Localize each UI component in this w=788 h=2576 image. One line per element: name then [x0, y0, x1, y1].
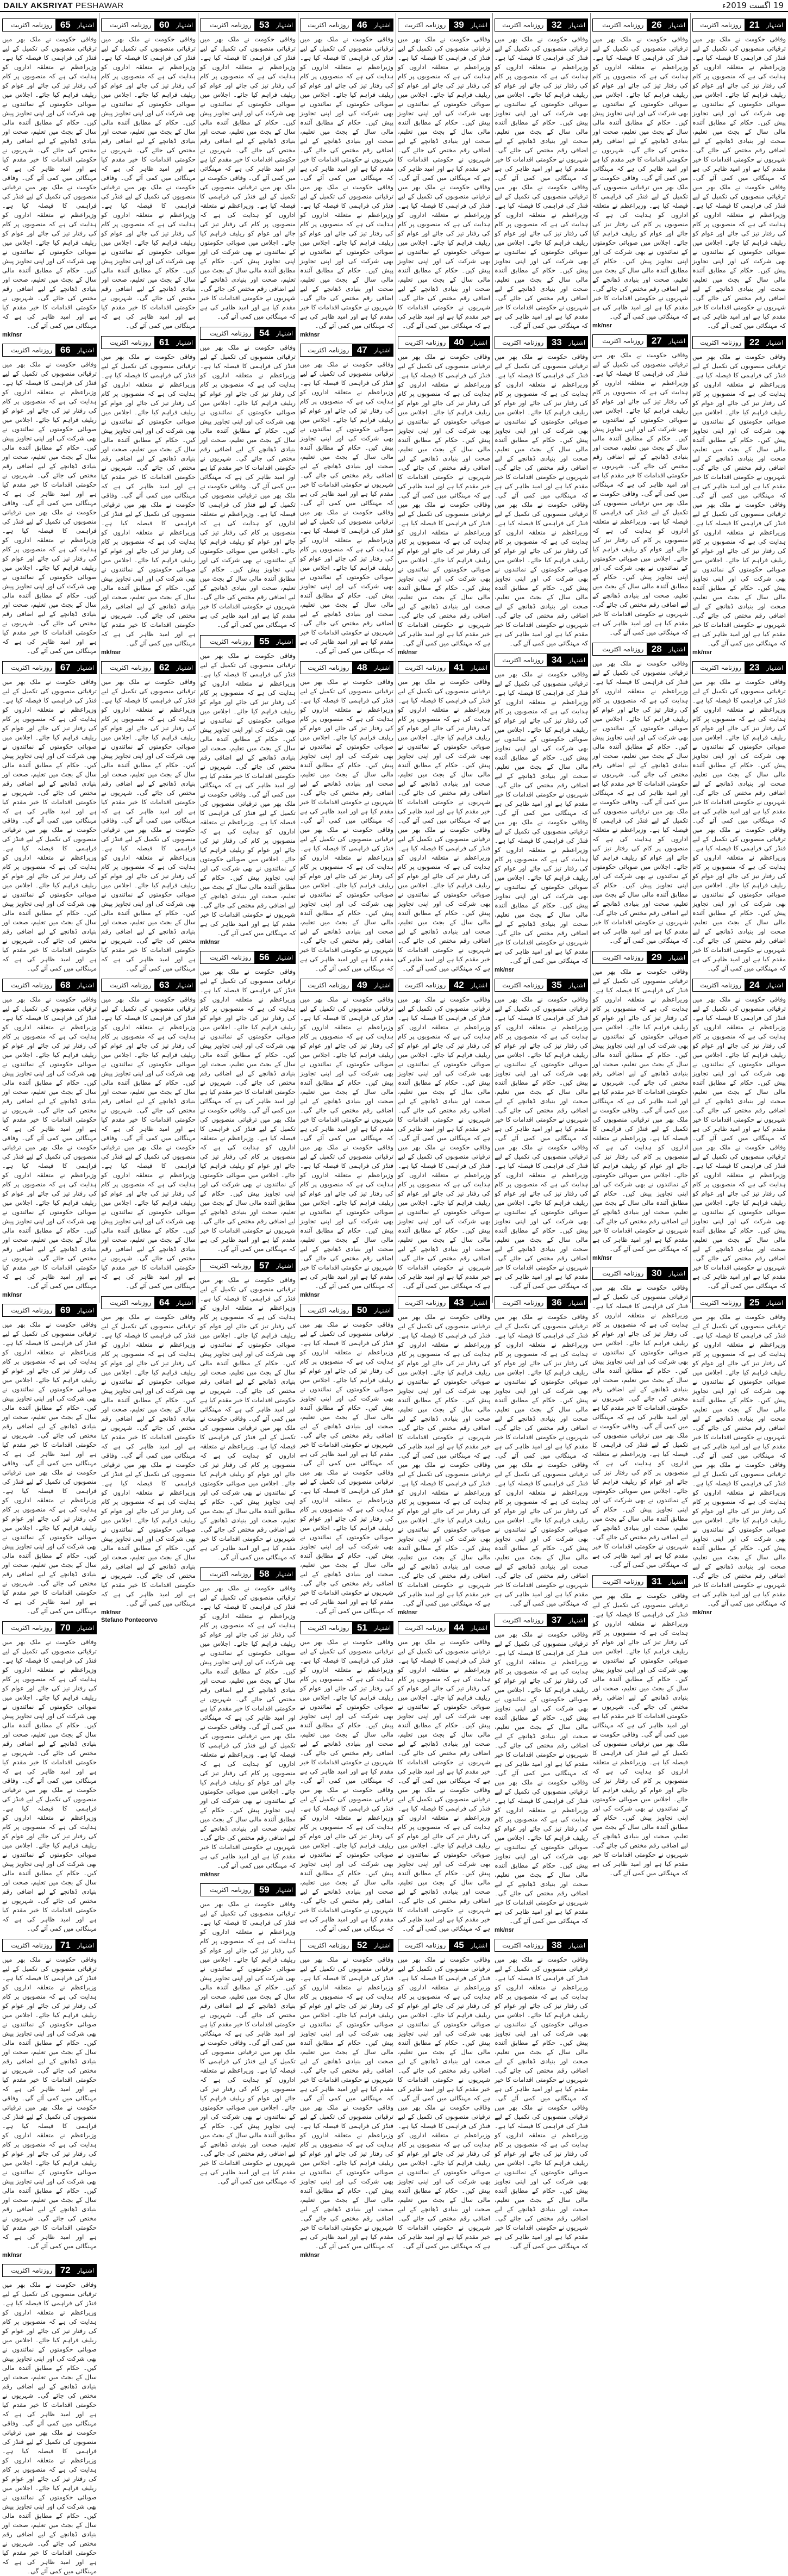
section-label: روزنامہ اکثریت	[210, 21, 252, 29]
news-item-body: وفاقی حکومت نے ملک بھر میں ترقیاتی منصوبوں کی تکمیل کے لیے فنڈز کی فراہمی کا فیصلہ کیا ہے۔ وزیراعظم نے متعلقہ اداروں کو ہدایت کی ہے کہ منصوبوں پر کام کی رفتار تیز کی جائے اور عوام کو ریلیف فراہم کیا جائے۔ اجلاس میں صوبائی حکومتوں کے نمائندوں نے بھی شرکت کی اور اپنی تجاویز پیش کیں۔ حکام کے مطابق آئندہ مالی سال کے بجٹ میں تعلیم، صحت اور بنیادی ڈھانچے کے لیے اضافی رقم مختص کی جائے گی۔ شہریوں نے حکومتی اقدامات کا خیر مقدم کیا ہے اور امید ظاہر کی ہے کہ مہنگائی میں کمی آئے گی۔ وفاقی حکومت نے ملک بھر میں ترقیاتی منصوبوں کی تکمیل کے لیے فنڈز کی فراہمی کا فیصلہ کیا ہے۔ وزیراعظم نے متعلقہ اداروں کو ہدایت کی ہے کہ منصوبوں پر کام کی رفتار تیز کی جائے اور عوام کو ریلیف فراہم کیا جائے۔ اجلاس میں صوبائی حکومتوں کے نمائندوں نے بھی شرکت کی اور اپنی تجاویز پیش کیں۔ حکام کے مطابق آئندہ مالی سال کے بجٹ میں تعلیم، صحت اور بنیادی ڈھانچے کے لیے اضافی رقم مختص کی جائے گی۔ شہریوں نے حکومتی اقدامات کا خیر مقدم کیا ہے اور امید ظاہر کی ہے کہ مہنگائی میں کمی آئے گی۔	[200, 344, 296, 629]
news-item-body: وفاقی حکومت نے ملک بھر میں ترقیاتی منصوبوں کی تکمیل کے لیے فنڈز کی فراہمی کا فیصلہ کیا ہے۔ وزیراعظم نے متعلقہ اداروں کو ہدایت کی ہے کہ منصوبوں پر کام کی رفتار تیز کی جائے اور عوام کو ریلیف فراہم کیا جائے۔ اجلاس میں صوبائی حکومتوں کے نمائندوں نے بھی شرکت کی اور اپنی تجاویز پیش کیں۔ حکام کے مطابق آئندہ مالی سال کے بجٹ میں تعلیم، صحت اور بنیادی ڈھانچے کے لیے اضافی رقم مختص کی جائے گی۔ شہریوں نے حکومتی اقدامات کا خیر مقدم کیا ہے اور امید ظاہر کی ہے کہ مہنگائی میں کمی آئے گی۔ وفاقی حکومت نے ملک بھر میں ترقیاتی منصوبوں کی تکمیل کے لیے فنڈز کی فراہمی کا فیصلہ کیا ہے۔ وزیراعظم نے متعلقہ اداروں کو ہدایت کی ہے کہ منصوبوں پر کام کی رفتار تیز کی جائے اور عوام کو ریلیف فراہم کیا جائے۔ اجلاس میں صوبائی حکومتوں کے نمائندوں نے بھی شرکت کی اور اپنی تجاویز پیش کیں۔ حکام کے مطابق آئندہ مالی سال کے بجٹ میں تعلیم، صحت اور بنیادی ڈھانچے کے لیے اضافی رقم مختص کی جائے گی۔ شہریوں نے حکومتی اقدامات کا خیر مقدم کیا ہے اور امید ظاہر کی ہے کہ مہنگائی میں کمی آئے گی۔	[692, 1313, 786, 1607]
news-item-number: 24	[745, 979, 764, 991]
news-item-header	[592, 18, 688, 32]
signature-note: mk/nsr	[2, 2252, 22, 2258]
news-item-body: وفاقی حکومت نے ملک بھر میں ترقیاتی منصوبوں کی تکمیل کے لیے فنڈز کی فراہمی کا فیصلہ کیا ہے۔ وزیراعظم نے متعلقہ اداروں کو ہدایت کی ہے کہ منصوبوں پر کام کی رفتار تیز کی جائے اور عوام کو ریلیف فراہم کیا جائے۔ اجلاس میں صوبائی حکومتوں کے نمائندوں نے بھی شرکت کی اور اپنی تجاویز پیش کیں۔ حکام کے مطابق آئندہ مالی سال کے بجٹ میں تعلیم، صحت اور بنیادی ڈھانچے کے لیے اضافی رقم مختص کی جائے گی۔ شہریوں نے حکومتی اقدامات کا خیر مقدم کیا ہے اور امید ظاہر کی ہے کہ مہنگائی میں کمی آئے گی۔ وفاقی حکومت نے ملک بھر میں ترقیاتی منصوبوں کی تکمیل کے لیے فنڈز کی فراہمی کا فیصلہ کیا ہے۔ وزیراعظم نے متعلقہ اداروں کو ہدایت کی ہے کہ منصوبوں پر کام کی رفتار تیز کی جائے اور عوام کو ریلیف فراہم کیا جائے۔ اجلاس میں صوبائی حکومتوں کے نمائندوں نے بھی شرکت کی اور اپنی تجاویز پیش کیں۔ حکام کے مطابق آئندہ مالی سال کے بجٹ میں تعلیم، صحت اور بنیادی ڈھانچے کے لیے اضافی رقم مختص کی جائے گی۔ شہریوں نے حکومتی اقدامات کا خیر مقدم کیا ہے اور امید ظاہر کی ہے کہ مہنگائی میں کمی آئے گی۔	[398, 1956, 490, 2250]
news-item-header	[200, 1567, 296, 1581]
ad-tag: اشتہار	[666, 951, 687, 963]
news-item-header	[398, 336, 490, 349]
section-label: روزنامہ اکثریت	[308, 1306, 349, 1314]
news-item-header	[101, 336, 196, 349]
news-item-body: وفاقی حکومت نے ملک بھر میں ترقیاتی منصوبوں کی تکمیل کے لیے فنڈز کی فراہمی کا فیصلہ کیا ہے۔ وزیراعظم نے متعلقہ اداروں کو ہدایت کی ہے کہ منصوبوں پر کام کی رفتار تیز کی جائے اور عوام کو ریلیف فراہم کیا جائے۔ اجلاس میں صوبائی حکومتوں کے نمائندوں نے بھی شرکت کی اور اپنی تجاویز پیش کیں۔ حکام کے مطابق آئندہ مالی سال کے بجٹ میں تعلیم، صحت اور بنیادی ڈھانچے کے لیے اضافی رقم مختص کی جائے گی۔ شہریوں نے حکومتی اقدامات کا خیر مقدم کیا ہے اور امید ظاہر کی ہے کہ مہنگائی میں کمی آئے گی۔ وفاقی حکومت نے ملک بھر میں ترقیاتی منصوبوں کی تکمیل کے لیے فنڈز کی فراہمی کا فیصلہ کیا ہے۔ وزیراعظم نے متعلقہ اداروں کو ہدایت کی ہے کہ منصوبوں پر کام کی رفتار تیز کی جائے اور عوام کو ریلیف فراہم کیا جائے۔ اجلاس میں صوبائی حکومتوں کے نمائندوں نے بھی شرکت کی اور اپنی تجاویز پیش کیں۔ حکام کے مطابق آئندہ مالی سال کے بجٹ میں تعلیم، صحت اور بنیادی ڈھانچے کے لیے اضافی رقم مختص کی جائے گی۔ شہریوں نے حکومتی اقدامات کا خیر مقدم کیا ہے اور امید ظاہر کی ہے کہ مہنگائی میں کمی آئے گی۔	[398, 995, 490, 1290]
ad-tag: اشتہار	[372, 1622, 393, 1634]
news-item-body: وفاقی حکومت نے ملک بھر میں ترقیاتی منصوبوں کی تکمیل کے لیے فنڈز کی فراہمی کا فیصلہ کیا ہے۔ وزیراعظم نے متعلقہ اداروں کو ہدایت کی ہے کہ منصوبوں پر کام کی رفتار تیز کی جائے اور عوام کو ریلیف فراہم کیا جائے۔ اجلاس میں صوبائی حکومتوں کے نمائندوں نے بھی شرکت کی اور اپنی تجاویز پیش کیں۔ حکام کے مطابق آئندہ مالی سال کے بجٹ میں تعلیم، صحت اور بنیادی ڈھانچے کے لیے اضافی رقم مختص کی جائے گی۔ شہریوں نے حکومتی اقدامات کا خیر مقدم کیا ہے اور امید ظاہر کی ہے کہ مہنگائی میں کمی آئے گی۔ وفاقی حکومت نے ملک بھر میں ترقیاتی منصوبوں کی تکمیل کے لیے فنڈز کی فراہمی کا فیصلہ کیا ہے۔ وزیراعظم نے متعلقہ اداروں کو ہدایت کی ہے کہ منصوبوں پر کام کی رفتار تیز کی جائے اور عوام کو ریلیف فراہم کیا جائے۔ اجلاس میں صوبائی حکومتوں کے نمائندوں نے بھی شرکت کی اور اپنی تجاویز پیش کیں۔ حکام کے مطابق آئندہ مالی سال کے بجٹ میں تعلیم، صحت اور بنیادی ڈھانچے کے لیے اضافی رقم مختص کی جائے گی۔ شہریوں نے حکومتی اقدامات کا خیر مقدم کیا ہے اور امید ظاہر کی ہے کہ مہنگائی میں کمی آئے گی۔	[300, 995, 393, 1290]
news-item-header	[2, 1939, 97, 1952]
news-item-number: 49	[352, 979, 372, 991]
section-label: روزنامہ اکثریت	[700, 21, 742, 29]
news-item-number: 38	[547, 1939, 566, 1951]
news-item-number: 48	[352, 662, 372, 674]
section-label: روزنامہ اکثریت	[502, 1942, 544, 1949]
ad-tag: اشتہار	[566, 979, 587, 991]
news-item-body: وفاقی حکومت نے ملک بھر میں ترقیاتی منصوبوں کی تکمیل کے لیے فنڈز کی فراہمی کا فیصلہ کیا ہے۔ وزیراعظم نے متعلقہ اداروں کو ہدایت کی ہے کہ منصوبوں پر کام کی رفتار تیز کی جائے اور عوام کو ریلیف فراہم کیا جائے۔ اجلاس میں صوبائی حکومتوں کے نمائندوں نے بھی شرکت کی اور اپنی تجاویز پیش کیں۔ حکام کے مطابق آئندہ مالی سال کے بجٹ میں تعلیم، صحت اور بنیادی ڈھانچے کے لیے اضافی رقم مختص کی جائے گی۔ شہریوں نے حکومتی اقدامات کا خیر مقدم کیا ہے اور امید ظاہر کی ہے کہ مہنگائی میں کمی آئے گی۔ وفاقی حکومت نے ملک بھر میں ترقیاتی منصوبوں کی تکمیل کے لیے فنڈز کی فراہمی کا فیصلہ کیا ہے۔ وزیراعظم نے متعلقہ اداروں کو ہدایت کی ہے کہ منصوبوں پر کام کی رفتار تیز کی جائے اور عوام کو ریلیف فراہم کیا جائے۔ اجلاس میں صوبائی حکومتوں کے نمائندوں نے بھی شرکت کی اور اپنی تجاویز پیش کیں۔ حکام کے مطابق آئندہ مالی سال کے بجٹ میں تعلیم، صحت اور بنیادی ڈھانچے کے لیے اضافی رقم مختص کی جائے گی۔ شہریوں نے حکومتی اقدامات کا خیر مقدم کیا ہے اور امید ظاہر کی ہے کہ مہنگائی میں کمی آئے گی۔	[495, 353, 588, 647]
news-item-number: 69	[55, 1304, 75, 1316]
news-item-body: وفاقی حکومت نے ملک بھر میں ترقیاتی منصوبوں کی تکمیل کے لیے فنڈز کی فراہمی کا فیصلہ کیا ہے۔ وزیراعظم نے متعلقہ اداروں کو ہدایت کی ہے کہ منصوبوں پر کام کی رفتار تیز کی جائے اور عوام کو ریلیف فراہم کیا جائے۔ اجلاس میں صوبائی حکومتوں کے نمائندوں نے بھی شرکت کی اور اپنی تجاویز پیش کیں۔ حکام کے مطابق آئندہ مالی سال کے بجٹ میں تعلیم، صحت اور بنیادی ڈھانچے کے لیے اضافی رقم مختص کی جائے گی۔ شہریوں نے حکومتی اقدامات کا خیر مقدم کیا ہے اور امید ظاہر کی ہے کہ مہنگائی میں کمی آئے گی۔ وفاقی حکومت نے ملک بھر میں ترقیاتی منصوبوں کی تکمیل کے لیے فنڈز کی فراہمی کا فیصلہ کیا ہے۔ وزیراعظم نے متعلقہ اداروں کو ہدایت کی ہے کہ منصوبوں پر کام کی رفتار تیز کی جائے اور عوام کو ریلیف فراہم کیا جائے۔ اجلاس میں صوبائی حکومتوں کے نمائندوں نے بھی شرکت کی اور اپنی تجاویز پیش کیں۔ حکام کے مطابق آئندہ مالی سال کے بجٹ میں تعلیم، صحت اور بنیادی ڈھانچے کے لیے اضافی رقم مختص کی جائے گی۔ شہریوں نے حکومتی اقدامات کا خیر مقدم کیا ہے اور امید ظاہر کی ہے کہ مہنگائی میں کمی آئے گی۔	[592, 1284, 688, 1569]
news-item-number: 47	[352, 344, 372, 356]
section-label: روزنامہ اکثریت	[308, 664, 349, 671]
ad-tag: اشتہار	[75, 1622, 96, 1634]
section-label: روزنامہ اکثریت	[602, 337, 644, 345]
news-item-header	[592, 1575, 688, 1588]
news-item-body: وفاقی حکومت نے ملک بھر میں ترقیاتی منصوبوں کی تکمیل کے لیے فنڈز کی فراہمی کا فیصلہ کیا ہے۔ وزیراعظم نے متعلقہ اداروں کو ہدایت کی ہے کہ منصوبوں پر کام کی رفتار تیز کی جائے اور عوام کو ریلیف فراہم کیا جائے۔ اجلاس میں صوبائی حکومتوں کے نمائندوں نے بھی شرکت کی اور اپنی تجاویز پیش کیں۔ حکام کے مطابق آئندہ مالی سال کے بجٹ میں تعلیم، صحت اور بنیادی ڈھانچے کے لیے اضافی رقم مختص کی جائے گی۔ شہریوں نے حکومتی اقدامات کا خیر مقدم کیا ہے اور امید ظاہر کی ہے کہ مہنگائی میں کمی آئے گی۔ وفاقی حکومت نے ملک بھر میں ترقیاتی منصوبوں کی تکمیل کے لیے فنڈز کی فراہمی کا فیصلہ کیا ہے۔ وزیراعظم نے متعلقہ اداروں کو ہدایت کی ہے کہ منصوبوں پر کام کی رفتار تیز کی جائے اور عوام کو ریلیف فراہم کیا جائے۔ اجلاس میں صوبائی حکومتوں کے نمائندوں نے بھی شرکت کی اور اپنی تجاویز پیش کیں۔ حکام کے مطابق آئندہ مالی سال کے بجٹ میں تعلیم، صحت اور بنیادی ڈھانچے کے لیے اضافی رقم مختص کی جائے گی۔ شہریوں نے حکومتی اقدامات کا خیر مقدم کیا ہے اور امید ظاہر کی ہے کہ مہنگائی میں کمی آئے گی۔	[692, 353, 786, 647]
news-item-header	[692, 661, 786, 674]
news-item-number: 28	[647, 643, 666, 655]
ad-tag: اشتہار	[75, 344, 96, 356]
ad-tag: اشتہار	[666, 19, 687, 31]
news-item-number: 63	[154, 979, 174, 991]
section-label: روزنامہ اکثریت	[110, 21, 152, 29]
news-item-body: وفاقی حکومت نے ملک بھر میں ترقیاتی منصوبوں کی تکمیل کے لیے فنڈز کی فراہمی کا فیصلہ کیا ہے۔ وزیراعظم نے متعلقہ اداروں کو ہدایت کی ہے کہ منصوبوں پر کام کی رفتار تیز کی جائے اور عوام کو ریلیف فراہم کیا جائے۔ اجلاس میں صوبائی حکومتوں کے نمائندوں نے بھی شرکت کی اور اپنی تجاویز پیش کیں۔ حکام کے مطابق آئندہ مالی سال کے بجٹ میں تعلیم، صحت اور بنیادی ڈھانچے کے لیے اضافی رقم مختص کی جائے گی۔ شہریوں نے حکومتی اقدامات کا خیر مقدم کیا ہے اور امید ظاہر کی ہے کہ مہنگائی میں کمی آئے گی۔ وفاقی حکومت نے ملک بھر میں ترقیاتی منصوبوں کی تکمیل کے لیے فنڈز کی فراہمی کا فیصلہ کیا ہے۔ وزیراعظم نے متعلقہ اداروں کو ہدایت کی ہے کہ منصوبوں پر کام کی رفتار تیز کی جائے اور عوام کو ریلیف فراہم کیا جائے۔ اجلاس میں صوبائی حکومتوں کے نمائندوں نے بھی شرکت کی اور اپنی تجاویز پیش کیں۔ حکام کے مطابق آئندہ مالی سال کے بجٹ میں تعلیم، صحت اور بنیادی ڈھانچے کے لیے اضافی رقم مختص کی جائے گی۔ شہریوں نے حکومتی اقدامات کا خیر مقدم کیا ہے اور امید ظاہر کی ہے کہ مہنگائی میں کمی آئے گی۔	[300, 360, 393, 655]
ad-tag: اشتہار	[174, 979, 195, 991]
news-item-number: 55	[254, 636, 274, 648]
ad-tag: اشتہار	[566, 1297, 587, 1309]
news-column	[492, 13, 590, 2250]
news-item-number: 56	[254, 951, 274, 963]
news-item-header	[692, 979, 786, 992]
news-item-number: 42	[449, 979, 468, 991]
news-column	[0, 13, 99, 2575]
ad-tag: اشتہار	[75, 662, 96, 674]
news-item-header	[592, 951, 688, 964]
news-item-number: 71	[55, 1939, 75, 1951]
news-item-number: 34	[547, 654, 566, 666]
news-item-header	[200, 635, 296, 648]
ad-tag: اشتہار	[75, 2264, 96, 2276]
news-item-body: وفاقی حکومت نے ملک بھر میں ترقیاتی منصوبوں کی تکمیل کے لیے فنڈز کی فراہمی کا فیصلہ کیا ہے۔ وزیراعظم نے متعلقہ اداروں کو ہدایت کی ہے کہ منصوبوں پر کام کی رفتار تیز کی جائے اور عوام کو ریلیف فراہم کیا جائے۔ اجلاس میں صوبائی حکومتوں کے نمائندوں نے بھی شرکت کی اور اپنی تجاویز پیش کیں۔ حکام کے مطابق آئندہ مالی سال کے بجٹ میں تعلیم، صحت اور بنیادی ڈھانچے کے لیے اضافی رقم مختص کی جائے گی۔ شہریوں نے حکومتی اقدامات کا خیر مقدم کیا ہے اور امید ظاہر کی ہے کہ مہنگائی میں کمی آئے گی۔ وفاقی حکومت نے ملک بھر میں ترقیاتی منصوبوں کی تکمیل کے لیے فنڈز کی فراہمی کا فیصلہ کیا ہے۔ وزیراعظم نے متعلقہ اداروں کو ہدایت کی ہے کہ منصوبوں پر کام کی رفتار تیز کی جائے اور عوام کو ریلیف فراہم کیا جائے۔ اجلاس میں صوبائی حکومتوں کے نمائندوں نے بھی شرکت کی اور اپنی تجاویز پیش کیں۔ حکام کے مطابق آئندہ مالی سال کے بجٹ میں تعلیم، صحت اور بنیادی ڈھانچے کے لیے اضافی رقم مختص کی جائے گی۔ شہریوں نے حکومتی اقدامات کا خیر مقدم کیا ہے اور امید ظاہر کی ہے کہ مہنگائی میں کمی آئے گی۔	[2, 995, 97, 1290]
news-item-number: 70	[55, 1622, 75, 1634]
ad-tag: اشتہار	[566, 654, 587, 666]
news-item-header	[200, 951, 296, 964]
section-label: روزنامہ اکثریت	[210, 329, 252, 337]
news-item-body: وفاقی حکومت نے ملک بھر میں ترقیاتی منصوبوں کی تکمیل کے لیے فنڈز کی فراہمی کا فیصلہ کیا ہے۔ وزیراعظم نے متعلقہ اداروں کو ہدایت کی ہے کہ منصوبوں پر کام کی رفتار تیز کی جائے اور عوام کو ریلیف فراہم کیا جائے۔ اجلاس میں صوبائی حکومتوں کے نمائندوں نے بھی شرکت کی اور اپنی تجاویز پیش کیں۔ حکام کے مطابق آئندہ مالی سال کے بجٹ میں تعلیم، صحت اور بنیادی ڈھانچے کے لیے اضافی رقم مختص کی جائے گی۔ شہریوں نے حکومتی اقدامات کا خیر مقدم کیا ہے اور امید ظاہر کی ہے کہ مہنگائی میں کمی آئے گی۔ وفاقی حکومت نے ملک بھر میں ترقیاتی منصوبوں کی تکمیل کے لیے فنڈز کی فراہمی کا فیصلہ کیا ہے۔ وزیراعظم نے متعلقہ اداروں کو ہدایت کی ہے کہ منصوبوں پر کام کی رفتار تیز کی جائے اور عوام کو ریلیف فراہم کیا جائے۔ اجلاس میں صوبائی حکومتوں کے نمائندوں نے بھی شرکت کی اور اپنی تجاویز پیش کیں۔ حکام کے مطابق آئندہ مالی سال کے بجٹ میں تعلیم، صحت اور بنیادی ڈھانچے کے لیے اضافی رقم مختص کی جائے گی۔ شہریوں نے حکومتی اقدامات کا خیر مقدم کیا ہے اور امید ظاہر کی ہے کہ مہنگائی میں کمی آئے گی۔	[200, 652, 296, 937]
ad-tag: اشتہار	[174, 1297, 195, 1309]
section-label: روزنامہ اکثریت	[11, 664, 53, 671]
news-item-number: 64	[154, 1297, 174, 1309]
news-item-header	[398, 1939, 490, 1952]
news-item-body: وفاقی حکومت نے ملک بھر میں ترقیاتی منصوبوں کی تکمیل کے لیے فنڈز کی فراہمی کا فیصلہ کیا ہے۔ وزیراعظم نے متعلقہ اداروں کو ہدایت کی ہے کہ منصوبوں پر کام کی رفتار تیز کی جائے اور عوام کو ریلیف فراہم کیا جائے۔ اجلاس میں صوبائی حکومتوں کے نمائندوں نے بھی شرکت کی اور اپنی تجاویز پیش کیں۔ حکام کے مطابق آئندہ مالی سال کے بجٹ میں تعلیم، صحت اور بنیادی ڈھانچے کے لیے اضافی رقم مختص کی جائے گی۔ شہریوں نے حکومتی اقدامات کا خیر مقدم کیا ہے اور امید ظاہر کی ہے کہ مہنگائی میں کمی آئے گی۔ وفاقی حکومت نے ملک بھر میں ترقیاتی منصوبوں کی تکمیل کے لیے فنڈز کی فراہمی کا فیصلہ کیا ہے۔ وزیراعظم نے متعلقہ اداروں کو ہدایت کی ہے کہ منصوبوں پر کام کی رفتار تیز کی جائے اور عوام کو ریلیف فراہم کیا جائے۔ اجلاس میں صوبائی حکومتوں کے نمائندوں نے بھی شرکت کی اور اپنی تجاویز پیش کیں۔ حکام کے مطابق آئندہ مالی سال کے بجٹ میں تعلیم، صحت اور بنیادی ڈھانچے کے لیے اضافی رقم مختص کی جائے گی۔ شہریوں نے حکومتی اقدامات کا خیر مقدم کیا ہے اور امید ظاہر کی ہے کہ مہنگائی میں کمی آئے گی۔	[495, 1631, 588, 1925]
news-item-header	[2, 344, 97, 357]
ad-tag: اشتہار	[75, 979, 96, 991]
ad-tag: اشتہار	[566, 1614, 587, 1626]
news-item-number: 32	[547, 19, 566, 31]
section-label: روزنامہ اکثریت	[404, 1942, 446, 1949]
newspaper-brand: DAILY AKSRIYAT PESHAWAR	[3, 1, 124, 10]
section-label: روزنامہ اکثریت	[110, 1299, 152, 1306]
section-label: روزنامہ اکثریت	[602, 1270, 644, 1277]
ad-tag: اشتہار	[468, 19, 490, 31]
section-label: روزنامہ اکثریت	[210, 1886, 252, 1894]
news-item-number: 54	[254, 327, 274, 339]
news-item-number: 51	[352, 1622, 372, 1634]
news-item-number: 39	[449, 19, 468, 31]
news-item-header	[300, 344, 393, 357]
news-item-body: وفاقی حکومت نے ملک بھر میں ترقیاتی منصوبوں کی تکمیل کے لیے فنڈز کی فراہمی کا فیصلہ کیا ہے۔ وزیراعظم نے متعلقہ اداروں کو ہدایت کی ہے کہ منصوبوں پر کام کی رفتار تیز کی جائے اور عوام کو ریلیف فراہم کیا جائے۔ اجلاس میں صوبائی حکومتوں کے نمائندوں نے بھی شرکت کی اور اپنی تجاویز پیش کیں۔ حکام کے مطابق آئندہ مالی سال کے بجٹ میں تعلیم، صحت اور بنیادی ڈھانچے کے لیے اضافی رقم مختص کی جائے گی۔ شہریوں نے حکومتی اقدامات کا خیر مقدم کیا ہے اور امید ظاہر کی ہے کہ مہنگائی میں کمی آئے گی۔ وفاقی حکومت نے ملک بھر میں ترقیاتی منصوبوں کی تکمیل کے لیے فنڈز کی فراہمی کا فیصلہ کیا ہے۔ وزیراعظم نے متعلقہ اداروں کو ہدایت کی ہے کہ منصوبوں پر کام کی رفتار تیز کی جائے اور عوام کو ریلیف فراہم کیا جائے۔ اجلاس میں صوبائی حکومتوں کے نمائندوں نے بھی شرکت کی اور اپنی تجاویز پیش کیں۔ حکام کے مطابق آئندہ مالی سال کے بجٹ میں تعلیم، صحت اور بنیادی ڈھانچے کے لیے اضافی رقم مختص کی جائے گی۔ شہریوں نے حکومتی اقدامات کا خیر مقدم کیا ہے اور امید ظاہر کی ہے کہ مہنگائی میں کمی آئے گی۔	[592, 35, 688, 320]
section-label: روزنامہ اکثریت	[110, 664, 152, 671]
news-item-header	[2, 18, 97, 32]
section-label: روزنامہ اکثریت	[404, 21, 446, 29]
news-item-body: وفاقی حکومت نے ملک بھر میں ترقیاتی منصوبوں کی تکمیل کے لیے فنڈز کی فراہمی کا فیصلہ کیا ہے۔ وزیراعظم نے متعلقہ اداروں کو ہدایت کی ہے کہ منصوبوں پر کام کی رفتار تیز کی جائے اور عوام کو ریلیف فراہم کیا جائے۔ اجلاس میں صوبائی حکومتوں کے نمائندوں نے بھی شرکت کی اور اپنی تجاویز پیش کیں۔ حکام کے مطابق آئندہ مالی سال کے بجٹ میں تعلیم، صحت اور بنیادی ڈھانچے کے لیے اضافی رقم مختص کی جائے گی۔ شہریوں نے حکومتی اقدامات کا خیر مقدم کیا ہے اور امید ظاہر کی ہے کہ مہنگائی میں کمی آئے گی۔ وفاقی حکومت نے ملک بھر میں ترقیاتی منصوبوں کی تکمیل کے لیے فنڈز کی فراہمی کا فیصلہ کیا ہے۔ وزیراعظم نے متعلقہ اداروں کو ہدایت کی ہے کہ منصوبوں پر کام کی رفتار تیز کی جائے اور عوام کو ریلیف فراہم کیا جائے۔ اجلاس میں صوبائی حکومتوں کے نمائندوں نے بھی شرکت کی اور اپنی تجاویز پیش کیں۔ حکام کے مطابق آئندہ مالی سال کے بجٹ میں تعلیم، صحت اور بنیادی ڈھانچے کے لیے اضافی رقم مختص کی جائے گی۔ شہریوں نے حکومتی اقدامات کا خیر مقدم کیا ہے اور امید ظاہر کی ہے کہ مہنگائی میں کمی آئے گی۔	[101, 353, 196, 647]
news-item-body: وفاقی حکومت نے ملک بھر میں ترقیاتی منصوبوں کی تکمیل کے لیے فنڈز کی فراہمی کا فیصلہ کیا ہے۔ وزیراعظم نے متعلقہ اداروں کو ہدایت کی ہے کہ منصوبوں پر کام کی رفتار تیز کی جائے اور عوام کو ریلیف فراہم کیا جائے۔ اجلاس میں صوبائی حکومتوں کے نمائندوں نے بھی شرکت کی اور اپنی تجاویز پیش کیں۔ حکام کے مطابق آئندہ مالی سال کے بجٹ میں تعلیم، صحت اور بنیادی ڈھانچے کے لیے اضافی رقم مختص کی جائے گی۔ شہریوں نے حکومتی اقدامات کا خیر مقدم کیا ہے اور امید ظاہر کی ہے کہ مہنگائی میں کمی آئے گی۔ وفاقی حکومت نے ملک بھر میں ترقیاتی منصوبوں کی تکمیل کے لیے فنڈز کی فراہمی کا فیصلہ کیا ہے۔ وزیراعظم نے متعلقہ اداروں کو ہدایت کی ہے کہ منصوبوں پر کام کی رفتار تیز کی جائے اور عوام کو ریلیف فراہم کیا جائے۔ اجلاس میں صوبائی حکومتوں کے نمائندوں نے بھی شرکت کی اور اپنی تجاویز پیش کیں۔ حکام کے مطابق آئندہ مالی سال کے بجٹ میں تعلیم، صحت اور بنیادی ڈھانچے کے لیے اضافی رقم مختص کی جائے گی۔ شہریوں نے حکومتی اقدامات کا خیر مقدم کیا ہے اور امید ظاہر کی ہے کہ مہنگائی میں کمی آئے گی۔	[300, 678, 393, 972]
news-item-number: 29	[647, 951, 666, 963]
news-item-header	[101, 661, 196, 674]
section-label: روزنامہ اکثریت	[110, 339, 152, 346]
news-item-number: 57	[254, 1260, 274, 1272]
news-item-number: 52	[352, 1939, 372, 1951]
section-label: روزنامہ اکثریت	[502, 656, 544, 664]
news-item-header	[692, 336, 786, 349]
news-item-body: وفاقی حکومت نے ملک بھر میں ترقیاتی منصوبوں کی تکمیل کے لیے فنڈز کی فراہمی کا فیصلہ کیا ہے۔ وزیراعظم نے متعلقہ اداروں کو ہدایت کی ہے کہ منصوبوں پر کام کی رفتار تیز کی جائے اور عوام کو ریلیف فراہم کیا جائے۔ اجلاس میں صوبائی حکومتوں کے نمائندوں نے بھی شرکت کی اور اپنی تجاویز پیش کیں۔ حکام کے مطابق آئندہ مالی سال کے بجٹ میں تعلیم، صحت اور بنیادی ڈھانچے کے لیے اضافی رقم مختص کی جائے گی۔ شہریوں نے حکومتی اقدامات کا خیر مقدم کیا ہے اور امید ظاہر کی ہے کہ مہنگائی میں کمی آئے گی۔ وفاقی حکومت نے ملک بھر میں ترقیاتی منصوبوں کی تکمیل کے لیے فنڈز کی فراہمی کا فیصلہ کیا ہے۔ وزیراعظم نے متعلقہ اداروں کو ہدایت کی ہے کہ منصوبوں پر کام کی رفتار تیز کی جائے اور عوام کو ریلیف فراہم کیا جائے۔ اجلاس میں صوبائی حکومتوں کے نمائندوں نے بھی شرکت کی اور اپنی تجاویز پیش کیں۔ حکام کے مطابق آئندہ مالی سال کے بجٹ میں تعلیم، صحت اور بنیادی ڈھانچے کے لیے اضافی رقم مختص کی جائے گی۔ شہریوں نے حکومتی اقدامات کا خیر مقدم کیا ہے اور امید ظاہر کی ہے کہ مہنگائی میں کمی آئے گی۔	[200, 1900, 296, 2185]
signature-note: mk/nsr	[692, 1609, 712, 1616]
news-item-body: وفاقی حکومت نے ملک بھر میں ترقیاتی منصوبوں کی تکمیل کے لیے فنڈز کی فراہمی کا فیصلہ کیا ہے۔ وزیراعظم نے متعلقہ اداروں کو ہدایت کی ہے کہ منصوبوں پر کام کی رفتار تیز کی جائے اور عوام کو ریلیف فراہم کیا جائے۔ اجلاس میں صوبائی حکومتوں کے نمائندوں نے بھی شرکت کی اور اپنی تجاویز پیش کیں۔ حکام کے مطابق آئندہ مالی سال کے بجٹ میں تعلیم، صحت اور بنیادی ڈھانچے کے لیے اضافی رقم مختص کی جائے گی۔ شہریوں نے حکومتی اقدامات کا خیر مقدم کیا ہے اور امید ظاہر کی ہے کہ مہنگائی میں کمی آئے گی۔ وفاقی حکومت نے ملک بھر میں ترقیاتی منصوبوں کی تکمیل کے لیے فنڈز کی فراہمی کا فیصلہ کیا ہے۔ وزیراعظم نے متعلقہ اداروں کو ہدایت کی ہے کہ منصوبوں پر کام کی رفتار تیز کی جائے اور عوام کو ریلیف فراہم کیا جائے۔ اجلاس میں صوبائی حکومتوں کے نمائندوں نے بھی شرکت کی اور اپنی تجاویز پیش کیں۔ حکام کے مطابق آئندہ مالی سال کے بجٹ میں تعلیم، صحت اور بنیادی ڈھانچے کے لیے اضافی رقم مختص کی جائے گی۔ شہریوں نے حکومتی اقدامات کا خیر مقدم کیا ہے اور امید ظاہر کی ہے کہ مہنگائی میں کمی آئے گی۔	[300, 1956, 393, 2250]
news-item-body: وفاقی حکومت نے ملک بھر میں ترقیاتی منصوبوں کی تکمیل کے لیے فنڈز کی فراہمی کا فیصلہ کیا ہے۔ وزیراعظم نے متعلقہ اداروں کو ہدایت کی ہے کہ منصوبوں پر کام کی رفتار تیز کی جائے اور عوام کو ریلیف فراہم کیا جائے۔ اجلاس میں صوبائی حکومتوں کے نمائندوں نے بھی شرکت کی اور اپنی تجاویز پیش کیں۔ حکام کے مطابق آئندہ مالی سال کے بجٹ میں تعلیم، صحت اور بنیادی ڈھانچے کے لیے اضافی رقم مختص کی جائے گی۔ شہریوں نے حکومتی اقدامات کا خیر مقدم کیا ہے اور امید ظاہر کی ہے کہ مہنگائی میں کمی آئے گی۔ وفاقی حکومت نے ملک بھر میں ترقیاتی منصوبوں کی تکمیل کے لیے فنڈز کی فراہمی کا فیصلہ کیا ہے۔ وزیراعظم نے متعلقہ اداروں کو ہدایت کی ہے کہ منصوبوں پر کام کی رفتار تیز کی جائے اور عوام کو ریلیف فراہم کیا جائے۔ اجلاس میں صوبائی حکومتوں کے نمائندوں نے بھی شرکت کی اور اپنی تجاویز پیش کیں۔ حکام کے مطابق آئندہ مالی سال کے بجٹ میں تعلیم، صحت اور بنیادی ڈھانچے کے لیے اضافی رقم مختص کی جائے گی۔ شہریوں نے حکومتی اقدامات کا خیر مقدم کیا ہے اور امید ظاہر کی ہے کہ مہنگائی میں کمی آئے گی۔	[101, 995, 196, 1290]
news-item-header	[495, 1939, 588, 1952]
ad-tag: اشتہار	[468, 979, 490, 991]
ad-tag: اشتہار	[174, 337, 195, 349]
news-item-header	[398, 1296, 490, 1309]
news-item-header	[200, 18, 296, 32]
signature-note: mk/nsr	[300, 332, 320, 338]
signature-note: mk/nsr	[200, 939, 220, 945]
ad-tag: اشتہار	[764, 19, 785, 31]
news-item-number: 21	[745, 19, 764, 31]
news-item-header	[101, 979, 196, 992]
section-label: روزنامہ اکثریت	[700, 1299, 742, 1306]
news-item-number: 31	[647, 1576, 666, 1588]
section-label: روزنامہ اکثریت	[502, 981, 544, 989]
news-item-number: 68	[55, 979, 75, 991]
news-item-header	[495, 1614, 588, 1627]
section-label: روزنامہ اکثریت	[11, 1942, 53, 1949]
news-item-header	[300, 1939, 393, 1952]
column-divider	[492, 13, 493, 1303]
news-item-number: 72	[55, 2264, 75, 2276]
news-item-number: 36	[547, 1297, 566, 1309]
news-item-body: وفاقی حکومت نے ملک بھر میں ترقیاتی منصوبوں کی تکمیل کے لیے فنڈز کی فراہمی کا فیصلہ کیا ہے۔ وزیراعظم نے متعلقہ اداروں کو ہدایت کی ہے کہ منصوبوں پر کام کی رفتار تیز کی جائے اور عوام کو ریلیف فراہم کیا جائے۔ اجلاس میں صوبائی حکومتوں کے نمائندوں نے بھی شرکت کی اور اپنی تجاویز پیش کیں۔ حکام کے مطابق آئندہ مالی سال کے بجٹ میں تعلیم، صحت اور بنیادی ڈھانچے کے لیے اضافی رقم مختص کی جائے گی۔ شہریوں نے حکومتی اقدامات کا خیر مقدم کیا ہے اور امید ظاہر کی ہے کہ مہنگائی میں کمی آئے گی۔ وفاقی حکومت نے ملک بھر میں ترقیاتی منصوبوں کی تکمیل کے لیے فنڈز کی فراہمی کا فیصلہ کیا ہے۔ وزیراعظم نے متعلقہ اداروں کو ہدایت کی ہے کہ منصوبوں پر کام کی رفتار تیز کی جائے اور عوام کو ریلیف فراہم کیا جائے۔ اجلاس میں صوبائی حکومتوں کے نمائندوں نے بھی شرکت کی اور اپنی تجاویز پیش کیں۔ حکام کے مطابق آئندہ مالی سال کے بجٹ میں تعلیم، صحت اور بنیادی ڈھانچے کے لیے اضافی رقم مختص کی جائے گی۔ شہریوں نے حکومتی اقدامات کا خیر مقدم کیا ہے اور امید ظاہر کی ہے کہ مہنگائی میں کمی آئے گی۔	[101, 678, 196, 972]
ad-tag: اشتہار	[468, 337, 490, 349]
news-item-number: 37	[547, 1614, 566, 1626]
section-label: روزنامہ اکثریت	[602, 1578, 644, 1585]
section-label: روزنامہ اکثریت	[110, 981, 152, 989]
news-item-body: وفاقی حکومت نے ملک بھر میں ترقیاتی منصوبوں کی تکمیل کے لیے فنڈز کی فراہمی کا فیصلہ کیا ہے۔ وزیراعظم نے متعلقہ اداروں کو ہدایت کی ہے کہ منصوبوں پر کام کی رفتار تیز کی جائے اور عوام کو ریلیف فراہم کیا جائے۔ اجلاس میں صوبائی حکومتوں کے نمائندوں نے بھی شرکت کی اور اپنی تجاویز پیش کیں۔ حکام کے مطابق آئندہ مالی سال کے بجٹ میں تعلیم، صحت اور بنیادی ڈھانچے کے لیے اضافی رقم مختص کی جائے گی۔ شہریوں نے حکومتی اقدامات کا خیر مقدم کیا ہے اور امید ظاہر کی ہے کہ مہنگائی میں کمی آئے گی۔ وفاقی حکومت نے ملک بھر میں ترقیاتی منصوبوں کی تکمیل کے لیے فنڈز کی فراہمی کا فیصلہ کیا ہے۔ وزیراعظم نے متعلقہ اداروں کو ہدایت کی ہے کہ منصوبوں پر کام کی رفتار تیز کی جائے اور عوام کو ریلیف فراہم کیا جائے۔ اجلاس میں صوبائی حکومتوں کے نمائندوں نے بھی شرکت کی اور اپنی تجاویز پیش کیں۔ حکام کے مطابق آئندہ مالی سال کے بجٹ میں تعلیم، صحت اور بنیادی ڈھانچے کے لیے اضافی رقم مختص کی جائے گی۔ شہریوں نے حکومتی اقدامات کا خیر مقدم کیا ہے اور امید ظاہر کی ہے کہ مہنگائی میں کمی آئے گی۔	[592, 1592, 688, 1877]
news-item-body: وفاقی حکومت نے ملک بھر میں ترقیاتی منصوبوں کی تکمیل کے لیے فنڈز کی فراہمی کا فیصلہ کیا ہے۔ وزیراعظم نے متعلقہ اداروں کو ہدایت کی ہے کہ منصوبوں پر کام کی رفتار تیز کی جائے اور عوام کو ریلیف فراہم کیا جائے۔ اجلاس میں صوبائی حکومتوں کے نمائندوں نے بھی شرکت کی اور اپنی تجاویز پیش کیں۔ حکام کے مطابق آئندہ مالی سال کے بجٹ میں تعلیم، صحت اور بنیادی ڈھانچے کے لیے اضافی رقم مختص کی جائے گی۔ شہریوں نے حکومتی اقدامات کا خیر مقدم کیا ہے اور امید ظاہر کی ہے کہ مہنگائی میں کمی آئے گی۔ وفاقی حکومت نے ملک بھر میں ترقیاتی منصوبوں کی تکمیل کے لیے فنڈز کی فراہمی کا فیصلہ کیا ہے۔ وزیراعظم نے متعلقہ اداروں کو ہدایت کی ہے کہ منصوبوں پر کام کی رفتار تیز کی جائے اور عوام کو ریلیف فراہم کیا جائے۔ اجلاس میں صوبائی حکومتوں کے نمائندوں نے بھی شرکت کی اور اپنی تجاویز پیش کیں۔ حکام کے مطابق آئندہ مالی سال کے بجٹ میں تعلیم، صحت اور بنیادی ڈھانچے کے لیے اضافی رقم مختص کی جائے گی۔ شہریوں نے حکومتی اقدامات کا خیر مقدم کیا ہے اور امید ظاہر کی ہے کہ مہنگائی میں کمی آئے گی۔	[398, 353, 490, 647]
news-item-header	[592, 334, 688, 347]
ad-tag: اشتہار	[274, 1568, 295, 1580]
signature-note: mk/nsr	[495, 1927, 515, 1933]
news-item-body: وفاقی حکومت نے ملک بھر میں ترقیاتی منصوبوں کی تکمیل کے لیے فنڈز کی فراہمی کا فیصلہ کیا ہے۔ وزیراعظم نے متعلقہ اداروں کو ہدایت کی ہے کہ منصوبوں پر کام کی رفتار تیز کی جائے اور عوام کو ریلیف فراہم کیا جائے۔ اجلاس میں صوبائی حکومتوں کے نمائندوں نے بھی شرکت کی اور اپنی تجاویز پیش کیں۔ حکام کے مطابق آئندہ مالی سال کے بجٹ میں تعلیم، صحت اور بنیادی ڈھانچے کے لیے اضافی رقم مختص کی جائے گی۔ شہریوں نے حکومتی اقدامات کا خیر مقدم کیا ہے اور امید ظاہر کی ہے کہ مہنگائی میں کمی آئے گی۔ وفاقی حکومت نے ملک بھر میں ترقیاتی منصوبوں کی تکمیل کے لیے فنڈز کی فراہمی کا فیصلہ کیا ہے۔ وزیراعظم نے متعلقہ اداروں کو ہدایت کی ہے کہ منصوبوں پر کام کی رفتار تیز کی جائے اور عوام کو ریلیف فراہم کیا جائے۔ اجلاس میں صوبائی حکومتوں کے نمائندوں نے بھی شرکت کی اور اپنی تجاویز پیش کیں۔ حکام کے مطابق آئندہ مالی سال کے بجٹ میں تعلیم، صحت اور بنیادی ڈھانچے کے لیے اضافی رقم مختص کی جائے گی۔ شہریوں نے حکومتی اقدامات کا خیر مقدم کیا ہے اور امید ظاہر کی ہے کہ مہنگائی میں کمی آئے گی۔	[2, 35, 97, 329]
news-item-body: وفاقی حکومت نے ملک بھر میں ترقیاتی منصوبوں کی تکمیل کے لیے فنڈز کی فراہمی کا فیصلہ کیا ہے۔ وزیراعظم نے متعلقہ اداروں کو ہدایت کی ہے کہ منصوبوں پر کام کی رفتار تیز کی جائے اور عوام کو ریلیف فراہم کیا جائے۔ اجلاس میں صوبائی حکومتوں کے نمائندوں نے بھی شرکت کی اور اپنی تجاویز پیش کیں۔ حکام کے مطابق آئندہ مالی سال کے بجٹ میں تعلیم، صحت اور بنیادی ڈھانچے کے لیے اضافی رقم مختص کی جائے گی۔ شہریوں نے حکومتی اقدامات کا خیر مقدم کیا ہے اور امید ظاہر کی ہے کہ مہنگائی میں کمی آئے گی۔ وفاقی حکومت نے ملک بھر میں ترقیاتی منصوبوں کی تکمیل کے لیے فنڈز کی فراہمی کا فیصلہ کیا ہے۔ وزیراعظم نے متعلقہ اداروں کو ہدایت کی ہے کہ منصوبوں پر کام کی رفتار تیز کی جائے اور عوام کو ریلیف فراہم کیا جائے۔ اجلاس میں صوبائی حکومتوں کے نمائندوں نے بھی شرکت کی اور اپنی تجاویز پیش کیں۔ حکام کے مطابق آئندہ مالی سال کے بجٹ میں تعلیم، صحت اور بنیادی ڈھانچے کے لیے اضافی رقم مختص کی جائے گی۔ شہریوں نے حکومتی اقدامات کا خیر مقدم کیا ہے اور امید ظاہر کی ہے کہ مہنگائی میں کمی آئے گی۔	[398, 1313, 490, 1607]
section-label: روزنامہ اکثریت	[210, 638, 252, 645]
news-item-body: وفاقی حکومت نے ملک بھر میں ترقیاتی منصوبوں کی تکمیل کے لیے فنڈز کی فراہمی کا فیصلہ کیا ہے۔ وزیراعظم نے متعلقہ اداروں کو ہدایت کی ہے کہ منصوبوں پر کام کی رفتار تیز کی جائے اور عوام کو ریلیف فراہم کیا جائے۔ اجلاس میں صوبائی حکومتوں کے نمائندوں نے بھی شرکت کی اور اپنی تجاویز پیش کیں۔ حکام کے مطابق آئندہ مالی سال کے بجٹ میں تعلیم، صحت اور بنیادی ڈھانچے کے لیے اضافی رقم مختص کی جائے گی۔ شہریوں نے حکومتی اقدامات کا خیر مقدم کیا ہے اور امید ظاہر کی ہے کہ مہنگائی میں کمی آئے گی۔ وفاقی حکومت نے ملک بھر میں ترقیاتی منصوبوں کی تکمیل کے لیے فنڈز کی فراہمی کا فیصلہ کیا ہے۔ وزیراعظم نے متعلقہ اداروں کو ہدایت کی ہے کہ منصوبوں پر کام کی رفتار تیز کی جائے اور عوام کو ریلیف فراہم کیا جائے۔ اجلاس میں صوبائی حکومتوں کے نمائندوں نے بھی شرکت کی اور اپنی تجاویز پیش کیں۔ حکام کے مطابق آئندہ مالی سال کے بجٹ میں تعلیم، صحت اور بنیادی ڈھانچے کے لیے اضافی رقم مختص کی جائے گی۔ شہریوں نے حکومتی اقدامات کا خیر مقدم کیا ہے اور امید ظاہر کی ہے کہ مہنگائی میں کمی آئے گی۔	[398, 1638, 490, 1932]
news-item-number: 61	[154, 337, 174, 349]
ad-tag: اشتہار	[764, 979, 785, 991]
section-label: روزنامہ اکثریت	[210, 1570, 252, 1578]
news-item-header	[200, 1259, 296, 1272]
news-item-body: وفاقی حکومت نے ملک بھر میں ترقیاتی منصوبوں کی تکمیل کے لیے فنڈز کی فراہمی کا فیصلہ کیا ہے۔ وزیراعظم نے متعلقہ اداروں کو ہدایت کی ہے کہ منصوبوں پر کام کی رفتار تیز کی جائے اور عوام کو ریلیف فراہم کیا جائے۔ اجلاس میں صوبائی حکومتوں کے نمائندوں نے بھی شرکت کی اور اپنی تجاویز پیش کیں۔ حکام کے مطابق آئندہ مالی سال کے بجٹ میں تعلیم، صحت اور بنیادی ڈھانچے کے لیے اضافی رقم مختص کی جائے گی۔ شہریوں نے حکومتی اقدامات کا خیر مقدم کیا ہے اور امید ظاہر کی ہے کہ مہنگائی میں کمی آئے گی۔ وفاقی حکومت نے ملک بھر میں ترقیاتی منصوبوں کی تکمیل کے لیے فنڈز کی فراہمی کا فیصلہ کیا ہے۔ وزیراعظم نے متعلقہ اداروں کو ہدایت کی ہے کہ منصوبوں پر کام کی رفتار تیز کی جائے اور عوام کو ریلیف فراہم کیا جائے۔ اجلاس میں صوبائی حکومتوں کے نمائندوں نے بھی شرکت کی اور اپنی تجاویز پیش کیں۔ حکام کے مطابق آئندہ مالی سال کے بجٹ میں تعلیم، صحت اور بنیادی ڈھانچے کے لیے اضافی رقم مختص کی جائے گی۔ شہریوں نے حکومتی اقدامات کا خیر مقدم کیا ہے اور امید ظاہر کی ہے کہ مہنگائی میں کمی آئے گی۔	[692, 995, 786, 1290]
section-label: روزنامہ اکثریت	[11, 21, 53, 29]
issue-date: 19 اگست 2019ء	[722, 1, 784, 10]
ad-tag: اشتہار	[274, 636, 295, 648]
news-item-number: 46	[352, 19, 372, 31]
section-label: روزنامہ اکثریت	[700, 339, 742, 346]
news-item-body: وفاقی حکومت نے ملک بھر میں ترقیاتی منصوبوں کی تکمیل کے لیے فنڈز کی فراہمی کا فیصلہ کیا ہے۔ وزیراعظم نے متعلقہ اداروں کو ہدایت کی ہے کہ منصوبوں پر کام کی رفتار تیز کی جائے اور عوام کو ریلیف فراہم کیا جائے۔ اجلاس میں صوبائی حکومتوں کے نمائندوں نے بھی شرکت کی اور اپنی تجاویز پیش کیں۔ حکام کے مطابق آئندہ مالی سال کے بجٹ میں تعلیم، صحت اور بنیادی ڈھانچے کے لیے اضافی رقم مختص کی جائے گی۔ شہریوں نے حکومتی اقدامات کا خیر مقدم کیا ہے اور امید ظاہر کی ہے کہ مہنگائی میں کمی آئے گی۔ وفاقی حکومت نے ملک بھر میں ترقیاتی منصوبوں کی تکمیل کے لیے فنڈز کی فراہمی کا فیصلہ کیا ہے۔ وزیراعظم نے متعلقہ اداروں کو ہدایت کی ہے کہ منصوبوں پر کام کی رفتار تیز کی جائے اور عوام کو ریلیف فراہم کیا جائے۔ اجلاس میں صوبائی حکومتوں کے نمائندوں نے بھی شرکت کی اور اپنی تجاویز پیش کیں۔ حکام کے مطابق آئندہ مالی سال کے بجٹ میں تعلیم، صحت اور بنیادی ڈھانچے کے لیے اضافی رقم مختص کی جائے گی۔ شہریوں نے حکومتی اقدامات کا خیر مقدم کیا ہے اور امید ظاہر کی ہے کہ مہنگائی میں کمی آئے گی۔	[200, 35, 296, 320]
news-item-number: 30	[647, 1267, 666, 1279]
news-item-header	[2, 1621, 97, 1634]
ad-tag: اشتہار	[566, 1939, 587, 1951]
news-column	[298, 13, 396, 2258]
news-item-header	[300, 661, 393, 674]
byline: Stefano Pontecorvo	[101, 1617, 158, 1623]
news-item-header	[692, 18, 786, 32]
section-label: روزنامہ اکثریت	[404, 339, 446, 346]
ad-tag: اشتہار	[174, 19, 195, 31]
news-item-number: 60	[154, 19, 174, 31]
ad-tag: اشتہار	[468, 1622, 490, 1634]
news-item-body: وفاقی حکومت نے ملک بھر میں ترقیاتی منصوبوں کی تکمیل کے لیے فنڈز کی فراہمی کا فیصلہ کیا ہے۔ وزیراعظم نے متعلقہ اداروں کو ہدایت کی ہے کہ منصوبوں پر کام کی رفتار تیز کی جائے اور عوام کو ریلیف فراہم کیا جائے۔ اجلاس میں صوبائی حکومتوں کے نمائندوں نے بھی شرکت کی اور اپنی تجاویز پیش کیں۔ حکام کے مطابق آئندہ مالی سال کے بجٹ میں تعلیم، صحت اور بنیادی ڈھانچے کے لیے اضافی رقم مختص کی جائے گی۔ شہریوں نے حکومتی اقدامات کا خیر مقدم کیا ہے اور امید ظاہر کی ہے کہ مہنگائی میں کمی آئے گی۔ وفاقی حکومت نے ملک بھر میں ترقیاتی منصوبوں کی تکمیل کے لیے فنڈز کی فراہمی کا فیصلہ کیا ہے۔ وزیراعظم نے متعلقہ اداروں کو ہدایت کی ہے کہ منصوبوں پر کام کی رفتار تیز کی جائے اور عوام کو ریلیف فراہم کیا جائے۔ اجلاس میں صوبائی حکومتوں کے نمائندوں نے بھی شرکت کی اور اپنی تجاویز پیش کیں۔ حکام کے مطابق آئندہ مالی سال کے بجٹ میں تعلیم، صحت اور بنیادی ڈھانچے کے لیے اضافی رقم مختص کی جائے گی۔ شہریوں نے حکومتی اقدامات کا خیر مقدم کیا ہے اور امید ظاہر کی ہے کہ مہنگائی میں کمی آئے گی۔	[692, 678, 786, 972]
section-label: روزنامہ اکثریت	[404, 664, 446, 671]
news-item-header	[495, 654, 588, 667]
section-label: روزنامہ اکثریت	[308, 1942, 349, 1949]
section-label: روزنامہ اکثریت	[602, 21, 644, 29]
news-item-header	[300, 979, 393, 992]
ad-tag: اشتہار	[372, 1939, 393, 1951]
ad-tag: اشتہار	[274, 1260, 295, 1272]
news-item-number: 58	[254, 1568, 274, 1580]
news-item-number: 40	[449, 337, 468, 349]
news-item-body: وفاقی حکومت نے ملک بھر میں ترقیاتی منصوبوں کی تکمیل کے لیے فنڈز کی فراہمی کا فیصلہ کیا ہے۔ وزیراعظم نے متعلقہ اداروں کو ہدایت کی ہے کہ منصوبوں پر کام کی رفتار تیز کی جائے اور عوام کو ریلیف فراہم کیا جائے۔ اجلاس میں صوبائی حکومتوں کے نمائندوں نے بھی شرکت کی اور اپنی تجاویز پیش کیں۔ حکام کے مطابق آئندہ مالی سال کے بجٹ میں تعلیم، صحت اور بنیادی ڈھانچے کے لیے اضافی رقم مختص کی جائے گی۔ شہریوں نے حکومتی اقدامات کا خیر مقدم کیا ہے اور امید ظاہر کی ہے کہ مہنگائی میں کمی آئے گی۔ وفاقی حکومت نے ملک بھر میں ترقیاتی منصوبوں کی تکمیل کے لیے فنڈز کی فراہمی کا فیصلہ کیا ہے۔ وزیراعظم نے متعلقہ اداروں کو ہدایت کی ہے کہ منصوبوں پر کام کی رفتار تیز کی جائے اور عوام کو ریلیف فراہم کیا جائے۔ اجلاس میں صوبائی حکومتوں کے نمائندوں نے بھی شرکت کی اور اپنی تجاویز پیش کیں۔ حکام کے مطابق آئندہ مالی سال کے بجٹ میں تعلیم، صحت اور بنیادی ڈھانچے کے لیے اضافی رقم مختص کی جائے گی۔ شہریوں نے حکومتی اقدامات کا خیر مقدم کیا ہے اور امید ظاہر کی ہے کہ مہنگائی میں کمی آئے گی۔	[2, 678, 97, 972]
section-label: روزنامہ اکثریت	[700, 981, 742, 989]
section-label: روزنامہ اکثریت	[602, 954, 644, 961]
ad-tag: اشتہار	[75, 1304, 96, 1316]
news-item-header	[495, 979, 588, 992]
signature-note: mk/nsr	[495, 967, 515, 973]
section-label: روزنامہ اکثریت	[210, 1262, 252, 1270]
section-label: روزنامہ اکثریت	[502, 339, 544, 346]
ad-tag: اشتہار	[666, 335, 687, 347]
news-item-header	[300, 1621, 393, 1634]
news-item-number: 22	[745, 337, 764, 349]
news-item-number: 67	[55, 662, 75, 674]
column-divider	[690, 13, 691, 1303]
news-item-body: وفاقی حکومت نے ملک بھر میں ترقیاتی منصوبوں کی تکمیل کے لیے فنڈز کی فراہمی کا فیصلہ کیا ہے۔ وزیراعظم نے متعلقہ اداروں کو ہدایت کی ہے کہ منصوبوں پر کام کی رفتار تیز کی جائے اور عوام کو ریلیف فراہم کیا جائے۔ اجلاس میں صوبائی حکومتوں کے نمائندوں نے بھی شرکت کی اور اپنی تجاویز پیش کیں۔ حکام کے مطابق آئندہ مالی سال کے بجٹ میں تعلیم، صحت اور بنیادی ڈھانچے کے لیے اضافی رقم مختص کی جائے گی۔ شہریوں نے حکومتی اقدامات کا خیر مقدم کیا ہے اور امید ظاہر کی ہے کہ مہنگائی میں کمی آئے گی۔ وفاقی حکومت نے ملک بھر میں ترقیاتی منصوبوں کی تکمیل کے لیے فنڈز کی فراہمی کا فیصلہ کیا ہے۔ وزیراعظم نے متعلقہ اداروں کو ہدایت کی ہے کہ منصوبوں پر کام کی رفتار تیز کی جائے اور عوام کو ریلیف فراہم کیا جائے۔ اجلاس میں صوبائی حکومتوں کے نمائندوں نے بھی شرکت کی اور اپنی تجاویز پیش کیں۔ حکام کے مطابق آئندہ مالی سال کے بجٹ میں تعلیم، صحت اور بنیادی ڈھانچے کے لیے اضافی رقم مختص کی جائے گی۔ شہریوں نے حکومتی اقدامات کا خیر مقدم کیا ہے اور امید ظاہر کی ہے کہ مہنگائی میں کمی آئے گی۔	[300, 35, 393, 329]
ad-tag: اشتہار	[274, 1884, 295, 1896]
news-item-number: 25	[745, 1297, 764, 1309]
signature-note: mk/nsr	[592, 322, 612, 329]
section-label: روزنامہ اکثریت	[11, 1306, 53, 1314]
ad-tag: اشتہار	[566, 19, 587, 31]
ad-tag: اشتہار	[764, 337, 785, 349]
signature-note: mk/nsr	[300, 1292, 320, 1298]
news-item-body: وفاقی حکومت نے ملک بھر میں ترقیاتی منصوبوں کی تکمیل کے لیے فنڈز کی فراہمی کا فیصلہ کیا ہے۔ وزیراعظم نے متعلقہ اداروں کو ہدایت کی ہے کہ منصوبوں پر کام کی رفتار تیز کی جائے اور عوام کو ریلیف فراہم کیا جائے۔ اجلاس میں صوبائی حکومتوں کے نمائندوں نے بھی شرکت کی اور اپنی تجاویز پیش کیں۔ حکام کے مطابق آئندہ مالی سال کے بجٹ میں تعلیم، صحت اور بنیادی ڈھانچے کے لیے اضافی رقم مختص کی جائے گی۔ شہریوں نے حکومتی اقدامات کا خیر مقدم کیا ہے اور امید ظاہر کی ہے کہ مہنگائی میں کمی آئے گی۔ وفاقی حکومت نے ملک بھر میں ترقیاتی منصوبوں کی تکمیل کے لیے فنڈز کی فراہمی کا فیصلہ کیا ہے۔ وزیراعظم نے متعلقہ اداروں کو ہدایت کی ہے کہ منصوبوں پر کام کی رفتار تیز کی جائے اور عوام کو ریلیف فراہم کیا جائے۔ اجلاس میں صوبائی حکومتوں کے نمائندوں نے بھی شرکت کی اور اپنی تجاویز پیش کیں۔ حکام کے مطابق آئندہ مالی سال کے بجٹ میں تعلیم، صحت اور بنیادی ڈھانچے کے لیے اضافی رقم مختص کی جائے گی۔ شہریوں نے حکومتی اقدامات کا خیر مقدم کیا ہے اور امید ظاہر کی ہے کہ مہنگائی میں کمی آئے گی۔	[495, 1313, 588, 1607]
news-item-header	[495, 18, 588, 32]
news-item-header	[398, 979, 490, 992]
ad-tag: اشتہار	[764, 1297, 785, 1309]
news-item-body: وفاقی حکومت نے ملک بھر میں ترقیاتی منصوبوں کی تکمیل کے لیے فنڈز کی فراہمی کا فیصلہ کیا ہے۔ وزیراعظم نے متعلقہ اداروں کو ہدایت کی ہے کہ منصوبوں پر کام کی رفتار تیز کی جائے اور عوام کو ریلیف فراہم کیا جائے۔ اجلاس میں صوبائی حکومتوں کے نمائندوں نے بھی شرکت کی اور اپنی تجاویز پیش کیں۔ حکام کے مطابق آئندہ مالی سال کے بجٹ میں تعلیم، صحت اور بنیادی ڈھانچے کے لیے اضافی رقم مختص کی جائے گی۔ شہریوں نے حکومتی اقدامات کا خیر مقدم کیا ہے اور امید ظاہر کی ہے کہ مہنگائی میں کمی آئے گی۔ وفاقی حکومت نے ملک بھر میں ترقیاتی منصوبوں کی تکمیل کے لیے فنڈز کی فراہمی کا فیصلہ کیا ہے۔ وزیراعظم نے متعلقہ اداروں کو ہدایت کی ہے کہ منصوبوں پر کام کی رفتار تیز کی جائے اور عوام کو ریلیف فراہم کیا جائے۔ اجلاس میں صوبائی حکومتوں کے نمائندوں نے بھی شرکت کی اور اپنی تجاویز پیش کیں۔ حکام کے مطابق آئندہ مالی سال کے بجٹ میں تعلیم، صحت اور بنیادی ڈھانچے کے لیے اضافی رقم مختص کی جائے گی۔ شہریوں نے حکومتی اقدامات کا خیر مقدم کیا ہے اور امید ظاہر کی ہے کہ مہنگائی میں کمی آئے گی۔	[495, 1956, 588, 2250]
section-label: روزنامہ اکثریت	[11, 1624, 53, 1632]
signature-note: mk/nsr	[398, 649, 418, 656]
section-label: روزنامہ اکثریت	[308, 1624, 349, 1632]
news-item-body: وفاقی حکومت نے ملک بھر میں ترقیاتی منصوبوں کی تکمیل کے لیے فنڈز کی فراہمی کا فیصلہ کیا ہے۔ وزیراعظم نے متعلقہ اداروں کو ہدایت کی ہے کہ منصوبوں پر کام کی رفتار تیز کی جائے اور عوام کو ریلیف فراہم کیا جائے۔ اجلاس میں صوبائی حکومتوں کے نمائندوں نے بھی شرکت کی اور اپنی تجاویز پیش کیں۔ حکام کے مطابق آئندہ مالی سال کے بجٹ میں تعلیم، صحت اور بنیادی ڈھانچے کے لیے اضافی رقم مختص کی جائے گی۔ شہریوں نے حکومتی اقدامات کا خیر مقدم کیا ہے اور امید ظاہر کی ہے کہ مہنگائی میں کمی آئے گی۔ وفاقی حکومت نے ملک بھر میں ترقیاتی منصوبوں کی تکمیل کے لیے فنڈز کی فراہمی کا فیصلہ کیا ہے۔ وزیراعظم نے متعلقہ اداروں کو ہدایت کی ہے کہ منصوبوں پر کام کی رفتار تیز کی جائے اور عوام کو ریلیف فراہم کیا جائے۔ اجلاس میں صوبائی حکومتوں کے نمائندوں نے بھی شرکت کی اور اپنی تجاویز پیش کیں۔ حکام کے مطابق آئندہ مالی سال کے بجٹ میں تعلیم، صحت اور بنیادی ڈھانچے کے لیے اضافی رقم مختص کی جائے گی۔ شہریوں نے حکومتی اقدامات کا خیر مقدم کیا ہے اور امید ظاہر کی ہے کہ مہنگائی میں کمی آئے گی۔	[495, 995, 588, 1290]
ad-tag: اشتہار	[468, 1939, 490, 1951]
news-item-number: 65	[55, 19, 75, 31]
news-item-header	[398, 18, 490, 32]
ad-tag: اشتہار	[566, 337, 587, 349]
news-column	[690, 13, 788, 1616]
news-item-header	[101, 1296, 196, 1309]
ad-tag: اشتہار	[174, 662, 195, 674]
ad-tag: اشتہار	[666, 1267, 687, 1279]
news-item-body: وفاقی حکومت نے ملک بھر میں ترقیاتی منصوبوں کی تکمیل کے لیے فنڈز کی فراہمی کا فیصلہ کیا ہے۔ وزیراعظم نے متعلقہ اداروں کو ہدایت کی ہے کہ منصوبوں پر کام کی رفتار تیز کی جائے اور عوام کو ریلیف فراہم کیا جائے۔ اجلاس میں صوبائی حکومتوں کے نمائندوں نے بھی شرکت کی اور اپنی تجاویز پیش کیں۔ حکام کے مطابق آئندہ مالی سال کے بجٹ میں تعلیم، صحت اور بنیادی ڈھانچے کے لیے اضافی رقم مختص کی جائے گی۔ شہریوں نے حکومتی اقدامات کا خیر مقدم کیا ہے اور امید ظاہر کی ہے کہ مہنگائی میں کمی آئے گی۔ وفاقی حکومت نے ملک بھر میں ترقیاتی منصوبوں کی تکمیل کے لیے فنڈز کی فراہمی کا فیصلہ کیا ہے۔ وزیراعظم نے متعلقہ اداروں کو ہدایت کی ہے کہ منصوبوں پر کام کی رفتار تیز کی جائے اور عوام کو ریلیف فراہم کیا جائے۔ اجلاس میں صوبائی حکومتوں کے نمائندوں نے بھی شرکت کی اور اپنی تجاویز پیش کیں۔ حکام کے مطابق آئندہ مالی سال کے بجٹ میں تعلیم، صحت اور بنیادی ڈھانچے کے لیے اضافی رقم مختص کی جائے گی۔ شہریوں نے حکومتی اقدامات کا خیر مقدم کیا ہے اور امید ظاہر کی ہے کہ مہنگائی میں کمی آئے گی۔	[592, 659, 688, 944]
news-item-header	[592, 1267, 688, 1280]
ad-tag: اشتہار	[372, 1304, 393, 1316]
masthead	[0, 0, 788, 12]
news-item-body: وفاقی حکومت نے ملک بھر میں ترقیاتی منصوبوں کی تکمیل کے لیے فنڈز کی فراہمی کا فیصلہ کیا ہے۔ وزیراعظم نے متعلقہ اداروں کو ہدایت کی ہے کہ منصوبوں پر کام کی رفتار تیز کی جائے اور عوام کو ریلیف فراہم کیا جائے۔ اجلاس میں صوبائی حکومتوں کے نمائندوں نے بھی شرکت کی اور اپنی تجاویز پیش کیں۔ حکام کے مطابق آئندہ مالی سال کے بجٹ میں تعلیم، صحت اور بنیادی ڈھانچے کے لیے اضافی رقم مختص کی جائے گی۔ شہریوں نے حکومتی اقدامات کا خیر مقدم کیا ہے اور امید ظاہر کی ہے کہ مہنگائی میں کمی آئے گی۔ وفاقی حکومت نے ملک بھر میں ترقیاتی منصوبوں کی تکمیل کے لیے فنڈز کی فراہمی کا فیصلہ کیا ہے۔ وزیراعظم نے متعلقہ اداروں کو ہدایت کی ہے کہ منصوبوں پر کام کی رفتار تیز کی جائے اور عوام کو ریلیف فراہم کیا جائے۔ اجلاس میں صوبائی حکومتوں کے نمائندوں نے بھی شرکت کی اور اپنی تجاویز پیش کیں۔ حکام کے مطابق آئندہ مالی سال کے بجٹ میں تعلیم، صحت اور بنیادی ڈھانچے کے لیے اضافی رقم مختص کی جائے گی۔ شہریوں نے حکومتی اقدامات کا خیر مقدم کیا ہے اور امید ظاہر کی ہے کہ مہنگائی میں کمی آئے گی۔	[2, 1321, 97, 1615]
news-item-body: وفاقی حکومت نے ملک بھر میں ترقیاتی منصوبوں کی تکمیل کے لیے فنڈز کی فراہمی کا فیصلہ کیا ہے۔ وزیراعظم نے متعلقہ اداروں کو ہدایت کی ہے کہ منصوبوں پر کام کی رفتار تیز کی جائے اور عوام کو ریلیف فراہم کیا جائے۔ اجلاس میں صوبائی حکومتوں کے نمائندوں نے بھی شرکت کی اور اپنی تجاویز پیش کیں۔ حکام کے مطابق آئندہ مالی سال کے بجٹ میں تعلیم، صحت اور بنیادی ڈھانچے کے لیے اضافی رقم مختص کی جائے گی۔ شہریوں نے حکومتی اقدامات کا خیر مقدم کیا ہے اور امید ظاہر کی ہے کہ مہنگائی میں کمی آئے گی۔ وفاقی حکومت نے ملک بھر میں ترقیاتی منصوبوں کی تکمیل کے لیے فنڈز کی فراہمی کا فیصلہ کیا ہے۔ وزیراعظم نے متعلقہ اداروں کو ہدایت کی ہے کہ منصوبوں پر کام کی رفتار تیز کی جائے اور عوام کو ریلیف فراہم کیا جائے۔ اجلاس میں صوبائی حکومتوں کے نمائندوں نے بھی شرکت کی اور اپنی تجاویز پیش کیں۔ حکام کے مطابق آئندہ مالی سال کے بجٹ میں تعلیم، صحت اور بنیادی ڈھانچے کے لیے اضافی رقم مختص کی جائے گی۔ شہریوں نے حکومتی اقدامات کا خیر مقدم کیا ہے اور امید ظاہر کی ہے کہ مہنگائی میں کمی آئے گی۔	[200, 968, 296, 1253]
news-item-body: وفاقی حکومت نے ملک بھر میں ترقیاتی منصوبوں کی تکمیل کے لیے فنڈز کی فراہمی کا فیصلہ کیا ہے۔ وزیراعظم نے متعلقہ اداروں کو ہدایت کی ہے کہ منصوبوں پر کام کی رفتار تیز کی جائے اور عوام کو ریلیف فراہم کیا جائے۔ اجلاس میں صوبائی حکومتوں کے نمائندوں نے بھی شرکت کی اور اپنی تجاویز پیش کیں۔ حکام کے مطابق آئندہ مالی سال کے بجٹ میں تعلیم، صحت اور بنیادی ڈھانچے کے لیے اضافی رقم مختص کی جائے گی۔ شہریوں نے حکومتی اقدامات کا خیر مقدم کیا ہے اور امید ظاہر کی ہے کہ مہنگائی میں کمی آئے گی۔ وفاقی حکومت نے ملک بھر میں ترقیاتی منصوبوں کی تکمیل کے لیے فنڈز کی فراہمی کا فیصلہ کیا ہے۔ وزیراعظم نے متعلقہ اداروں کو ہدایت کی ہے کہ منصوبوں پر کام کی رفتار تیز کی جائے اور عوام کو ریلیف فراہم کیا جائے۔ اجلاس میں صوبائی حکومتوں کے نمائندوں نے بھی شرکت کی اور اپنی تجاویز پیش کیں۔ حکام کے مطابق آئندہ مالی سال کے بجٹ میں تعلیم، صحت اور بنیادی ڈھانچے کے لیے اضافی رقم مختص کی جائے گی۔ شہریوں نے حکومتی اقدامات کا خیر مقدم کیا ہے اور امید ظاہر کی ہے کہ مہنگائی میں کمی آئے گی۔	[398, 678, 490, 972]
section-label: روزنامہ اکثریت	[404, 1299, 446, 1306]
news-column	[198, 13, 298, 2185]
section-label: روزنامہ اکثریت	[11, 981, 53, 989]
signature-note: mk/nsr	[592, 1255, 612, 1261]
news-item-body: وفاقی حکومت نے ملک بھر میں ترقیاتی منصوبوں کی تکمیل کے لیے فنڈز کی فراہمی کا فیصلہ کیا ہے۔ وزیراعظم نے متعلقہ اداروں کو ہدایت کی ہے کہ منصوبوں پر کام کی رفتار تیز کی جائے اور عوام کو ریلیف فراہم کیا جائے۔ اجلاس میں صوبائی حکومتوں کے نمائندوں نے بھی شرکت کی اور اپنی تجاویز پیش کیں۔ حکام کے مطابق آئندہ مالی سال کے بجٹ میں تعلیم، صحت اور بنیادی ڈھانچے کے لیے اضافی رقم مختص کی جائے گی۔ شہریوں نے حکومتی اقدامات کا خیر مقدم کیا ہے اور امید ظاہر کی ہے کہ مہنگائی میں کمی آئے گی۔ وفاقی حکومت نے ملک بھر میں ترقیاتی منصوبوں کی تکمیل کے لیے فنڈز کی فراہمی کا فیصلہ کیا ہے۔ وزیراعظم نے متعلقہ اداروں کو ہدایت کی ہے کہ منصوبوں پر کام کی رفتار تیز کی جائے اور عوام کو ریلیف فراہم کیا جائے۔ اجلاس میں صوبائی حکومتوں کے نمائندوں نے بھی شرکت کی اور اپنی تجاویز پیش کیں۔ حکام کے مطابق آئندہ مالی سال کے بجٹ میں تعلیم، صحت اور بنیادی ڈھانچے کے لیے اضافی رقم مختص کی جائے گی۔ شہریوں نے حکومتی اقدامات کا خیر مقدم کیا ہے اور امید ظاہر کی ہے کہ مہنگائی میں کمی آئے گی۔	[101, 1313, 196, 1607]
section-label: روزنامہ اکثریت	[11, 2267, 53, 2274]
news-item-number: 26	[647, 19, 666, 31]
news-item-body: وفاقی حکومت نے ملک بھر میں ترقیاتی منصوبوں کی تکمیل کے لیے فنڈز کی فراہمی کا فیصلہ کیا ہے۔ وزیراعظم نے متعلقہ اداروں کو ہدایت کی ہے کہ منصوبوں پر کام کی رفتار تیز کی جائے اور عوام کو ریلیف فراہم کیا جائے۔ اجلاس میں صوبائی حکومتوں کے نمائندوں نے بھی شرکت کی اور اپنی تجاویز پیش کیں۔ حکام کے مطابق آئندہ مالی سال کے بجٹ میں تعلیم، صحت اور بنیادی ڈھانچے کے لیے اضافی رقم مختص کی جائے گی۔ شہریوں نے حکومتی اقدامات کا خیر مقدم کیا ہے اور امید ظاہر کی ہے کہ مہنگائی میں کمی آئے گی۔ وفاقی حکومت نے ملک بھر میں ترقیاتی منصوبوں کی تکمیل کے لیے فنڈز کی فراہمی کا فیصلہ کیا ہے۔ وزیراعظم نے متعلقہ اداروں کو ہدایت کی ہے کہ منصوبوں پر کام کی رفتار تیز کی جائے اور عوام کو ریلیف فراہم کیا جائے۔ اجلاس میں صوبائی حکومتوں کے نمائندوں نے بھی شرکت کی اور اپنی تجاویز پیش کیں۔ حکام کے مطابق آئندہ مالی سال کے بجٹ میں تعلیم، صحت اور بنیادی ڈھانچے کے لیے اضافی رقم مختص کی جائے گی۔ شہریوں نے حکومتی اقدامات کا خیر مقدم کیا ہے اور امید ظاہر کی ہے کہ مہنگائی میں کمی آئے گی۔	[2, 2281, 97, 2575]
section-label: روزنامہ اکثریت	[502, 21, 544, 29]
section-label: روزنامہ اکثریت	[502, 1299, 544, 1306]
news-item-body: وفاقی حکومت نے ملک بھر میں ترقیاتی منصوبوں کی تکمیل کے لیے فنڈز کی فراہمی کا فیصلہ کیا ہے۔ وزیراعظم نے متعلقہ اداروں کو ہدایت کی ہے کہ منصوبوں پر کام کی رفتار تیز کی جائے اور عوام کو ریلیف فراہم کیا جائے۔ اجلاس میں صوبائی حکومتوں کے نمائندوں نے بھی شرکت کی اور اپنی تجاویز پیش کیں۔ حکام کے مطابق آئندہ مالی سال کے بجٹ میں تعلیم، صحت اور بنیادی ڈھانچے کے لیے اضافی رقم مختص کی جائے گی۔ شہریوں نے حکومتی اقدامات کا خیر مقدم کیا ہے اور امید ظاہر کی ہے کہ مہنگائی میں کمی آئے گی۔ وفاقی حکومت نے ملک بھر میں ترقیاتی منصوبوں کی تکمیل کے لیے فنڈز کی فراہمی کا فیصلہ کیا ہے۔ وزیراعظم نے متعلقہ اداروں کو ہدایت کی ہے کہ منصوبوں پر کام کی رفتار تیز کی جائے اور عوام کو ریلیف فراہم کیا جائے۔ اجلاس میں صوبائی حکومتوں کے نمائندوں نے بھی شرکت کی اور اپنی تجاویز پیش کیں۔ حکام کے مطابق آئندہ مالی سال کے بجٹ میں تعلیم، صحت اور بنیادی ڈھانچے کے لیے اضافی رقم مختص کی جائے گی۔ شہریوں نے حکومتی اقدامات کا خیر مقدم کیا ہے اور امید ظاہر کی ہے کہ مہنگائی میں کمی آئے گی۔	[300, 1638, 393, 1932]
news-column	[590, 13, 690, 1877]
news-item-header	[495, 336, 588, 349]
signature-note: mk/nsr	[101, 1609, 121, 1616]
news-item-body: وفاقی حکومت نے ملک بھر میں ترقیاتی منصوبوں کی تکمیل کے لیے فنڈز کی فراہمی کا فیصلہ کیا ہے۔ وزیراعظم نے متعلقہ اداروں کو ہدایت کی ہے کہ منصوبوں پر کام کی رفتار تیز کی جائے اور عوام کو ریلیف فراہم کیا جائے۔ اجلاس میں صوبائی حکومتوں کے نمائندوں نے بھی شرکت کی اور اپنی تجاویز پیش کیں۔ حکام کے مطابق آئندہ مالی سال کے بجٹ میں تعلیم، صحت اور بنیادی ڈھانچے کے لیے اضافی رقم مختص کی جائے گی۔ شہریوں نے حکومتی اقدامات کا خیر مقدم کیا ہے اور امید ظاہر کی ہے کہ مہنگائی میں کمی آئے گی۔ وفاقی حکومت نے ملک بھر میں ترقیاتی منصوبوں کی تکمیل کے لیے فنڈز کی فراہمی کا فیصلہ کیا ہے۔ وزیراعظم نے متعلقہ اداروں کو ہدایت کی ہے کہ منصوبوں پر کام کی رفتار تیز کی جائے اور عوام کو ریلیف فراہم کیا جائے۔ اجلاس میں صوبائی حکومتوں کے نمائندوں نے بھی شرکت کی اور اپنی تجاویز پیش کیں۔ حکام کے مطابق آئندہ مالی سال کے بجٹ میں تعلیم، صحت اور بنیادی ڈھانچے کے لیے اضافی رقم مختص کی جائے گی۔ شہریوں نے حکومتی اقدامات کا خیر مقدم کیا ہے اور امید ظاہر کی ہے کہ مہنگائی میں کمی آئے گی۔	[692, 35, 786, 329]
news-item-body: وفاقی حکومت نے ملک بھر میں ترقیاتی منصوبوں کی تکمیل کے لیے فنڈز کی فراہمی کا فیصلہ کیا ہے۔ وزیراعظم نے متعلقہ اداروں کو ہدایت کی ہے کہ منصوبوں پر کام کی رفتار تیز کی جائے اور عوام کو ریلیف فراہم کیا جائے۔ اجلاس میں صوبائی حکومتوں کے نمائندوں نے بھی شرکت کی اور اپنی تجاویز پیش کیں۔ حکام کے مطابق آئندہ مالی سال کے بجٹ میں تعلیم، صحت اور بنیادی ڈھانچے کے لیے اضافی رقم مختص کی جائے گی۔ شہریوں نے حکومتی اقدامات کا خیر مقدم کیا ہے اور امید ظاہر کی ہے کہ مہنگائی میں کمی آئے گی۔ وفاقی حکومت نے ملک بھر میں ترقیاتی منصوبوں کی تکمیل کے لیے فنڈز کی فراہمی کا فیصلہ کیا ہے۔ وزیراعظم نے متعلقہ اداروں کو ہدایت کی ہے کہ منصوبوں پر کام کی رفتار تیز کی جائے اور عوام کو ریلیف فراہم کیا جائے۔ اجلاس میں صوبائی حکومتوں کے نمائندوں نے بھی شرکت کی اور اپنی تجاویز پیش کیں۔ حکام کے مطابق آئندہ مالی سال کے بجٹ میں تعلیم، صحت اور بنیادی ڈھانچے کے لیے اضافی رقم مختص کی جائے گی۔ شہریوں نے حکومتی اقدامات کا خیر مقدم کیا ہے اور امید ظاہر کی ہے کہ مہنگائی میں کمی آئے گی۔	[592, 351, 688, 636]
signature-note: mk/nsr	[692, 649, 712, 656]
column-divider	[590, 13, 591, 1303]
news-item-header	[2, 1304, 97, 1317]
ad-tag: اشتہار	[372, 19, 393, 31]
news-item-body: وفاقی حکومت نے ملک بھر میں ترقیاتی منصوبوں کی تکمیل کے لیے فنڈز کی فراہمی کا فیصلہ کیا ہے۔ وزیراعظم نے متعلقہ اداروں کو ہدایت کی ہے کہ منصوبوں پر کام کی رفتار تیز کی جائے اور عوام کو ریلیف فراہم کیا جائے۔ اجلاس میں صوبائی حکومتوں کے نمائندوں نے بھی شرکت کی اور اپنی تجاویز پیش کیں۔ حکام کے مطابق آئندہ مالی سال کے بجٹ میں تعلیم، صحت اور بنیادی ڈھانچے کے لیے اضافی رقم مختص کی جائے گی۔ شہریوں نے حکومتی اقدامات کا خیر مقدم کیا ہے اور امید ظاہر کی ہے کہ مہنگائی میں کمی آئے گی۔ وفاقی حکومت نے ملک بھر میں ترقیاتی منصوبوں کی تکمیل کے لیے فنڈز کی فراہمی کا فیصلہ کیا ہے۔ وزیراعظم نے متعلقہ اداروں کو ہدایت کی ہے کہ منصوبوں پر کام کی رفتار تیز کی جائے اور عوام کو ریلیف فراہم کیا جائے۔ اجلاس میں صوبائی حکومتوں کے نمائندوں نے بھی شرکت کی اور اپنی تجاویز پیش کیں۔ حکام کے مطابق آئندہ مالی سال کے بجٹ میں تعلیم، صحت اور بنیادی ڈھانچے کے لیے اضافی رقم مختص کی جائے گی۔ شہریوں نے حکومتی اقدامات کا خیر مقدم کیا ہے اور امید ظاہر کی ہے کہ مہنگائی میں کمی آئے گی۔	[101, 35, 196, 329]
news-item-header	[592, 643, 688, 656]
news-item-number: 45	[449, 1939, 468, 1951]
news-item-number: 41	[449, 662, 468, 674]
news-item-number: 50	[352, 1304, 372, 1316]
news-item-number: 23	[745, 662, 764, 674]
ad-tag: اشتہار	[372, 344, 393, 356]
section-label: روزنامہ اکثریت	[11, 346, 53, 354]
section-label: روزنامہ اکثریت	[700, 664, 742, 671]
news-item-body: وفاقی حکومت نے ملک بھر میں ترقیاتی منصوبوں کی تکمیل کے لیے فنڈز کی فراہمی کا فیصلہ کیا ہے۔ وزیراعظم نے متعلقہ اداروں کو ہدایت کی ہے کہ منصوبوں پر کام کی رفتار تیز کی جائے اور عوام کو ریلیف فراہم کیا جائے۔ اجلاس میں صوبائی حکومتوں کے نمائندوں نے بھی شرکت کی اور اپنی تجاویز پیش کیں۔ حکام کے مطابق آئندہ مالی سال کے بجٹ میں تعلیم، صحت اور بنیادی ڈھانچے کے لیے اضافی رقم مختص کی جائے گی۔ شہریوں نے حکومتی اقدامات کا خیر مقدم کیا ہے اور امید ظاہر کی ہے کہ مہنگائی میں کمی آئے گی۔ وفاقی حکومت نے ملک بھر میں ترقیاتی منصوبوں کی تکمیل کے لیے فنڈز کی فراہمی کا فیصلہ کیا ہے۔ وزیراعظم نے متعلقہ اداروں کو ہدایت کی ہے کہ منصوبوں پر کام کی رفتار تیز کی جائے اور عوام کو ریلیف فراہم کیا جائے۔ اجلاس میں صوبائی حکومتوں کے نمائندوں نے بھی شرکت کی اور اپنی تجاویز پیش کیں۔ حکام کے مطابق آئندہ مالی سال کے بجٹ میں تعلیم، صحت اور بنیادی ڈھانچے کے لیے اضافی رقم مختص کی جائے گی۔ شہریوں نے حکومتی اقدامات کا خیر مقدم کیا ہے اور امید ظاہر کی ہے کہ مہنگائی میں کمی آئے گی۔	[398, 35, 490, 329]
ad-tag: اشتہار	[274, 19, 295, 31]
news-item-header	[101, 18, 196, 32]
signature-note: mk/nsr	[300, 2252, 320, 2258]
news-item-number: 33	[547, 337, 566, 349]
news-item-header	[692, 1296, 786, 1309]
news-item-number: 53	[254, 19, 274, 31]
news-item-number: 59	[254, 1884, 274, 1896]
section-label: روزنامہ اکثریت	[210, 954, 252, 961]
signature-note: mk/nsr	[398, 1609, 418, 1616]
section-label: روزنامہ اکثریت	[404, 981, 446, 989]
section-label: روزنامہ اکثریت	[602, 645, 644, 653]
news-item-header	[2, 2264, 97, 2277]
news-item-body: وفاقی حکومت نے ملک بھر میں ترقیاتی منصوبوں کی تکمیل کے لیے فنڈز کی فراہمی کا فیصلہ کیا ہے۔ وزیراعظم نے متعلقہ اداروں کو ہدایت کی ہے کہ منصوبوں پر کام کی رفتار تیز کی جائے اور عوام کو ریلیف فراہم کیا جائے۔ اجلاس میں صوبائی حکومتوں کے نمائندوں نے بھی شرکت کی اور اپنی تجاویز پیش کیں۔ حکام کے مطابق آئندہ مالی سال کے بجٹ میں تعلیم، صحت اور بنیادی ڈھانچے کے لیے اضافی رقم مختص کی جائے گی۔ شہریوں نے حکومتی اقدامات کا خیر مقدم کیا ہے اور امید ظاہر کی ہے کہ مہنگائی میں کمی آئے گی۔ وفاقی حکومت نے ملک بھر میں ترقیاتی منصوبوں کی تکمیل کے لیے فنڈز کی فراہمی کا فیصلہ کیا ہے۔ وزیراعظم نے متعلقہ اداروں کو ہدایت کی ہے کہ منصوبوں پر کام کی رفتار تیز کی جائے اور عوام کو ریلیف فراہم کیا جائے۔ اجلاس میں صوبائی حکومتوں کے نمائندوں نے بھی شرکت کی اور اپنی تجاویز پیش کیں۔ حکام کے مطابق آئندہ مالی سال کے بجٹ میں تعلیم، صحت اور بنیادی ڈھانچے کے لیے اضافی رقم مختص کی جائے گی۔ شہریوں نے حکومتی اقدامات کا خیر مقدم کیا ہے اور امید ظاہر کی ہے کہ مہنگائی میں کمی آئے گی۔	[300, 1321, 393, 1615]
signature-note: mk/nsr	[101, 649, 121, 656]
news-item-number: 35	[547, 979, 566, 991]
news-item-number: 43	[449, 1297, 468, 1309]
section-label: روزنامہ اکثریت	[308, 346, 349, 354]
news-item-number: 66	[55, 344, 75, 356]
news-item-number: 27	[647, 335, 666, 347]
signature-note: mk/nsr	[2, 1292, 22, 1298]
ad-tag: اشتہار	[764, 662, 785, 674]
ad-tag: اشتہار	[372, 979, 393, 991]
news-item-header	[200, 327, 296, 340]
news-item-body: وفاقی حکومت نے ملک بھر میں ترقیاتی منصوبوں کی تکمیل کے لیے فنڈز کی فراہمی کا فیصلہ کیا ہے۔ وزیراعظم نے متعلقہ اداروں کو ہدایت کی ہے کہ منصوبوں پر کام کی رفتار تیز کی جائے اور عوام کو ریلیف فراہم کیا جائے۔ اجلاس میں صوبائی حکومتوں کے نمائندوں نے بھی شرکت کی اور اپنی تجاویز پیش کیں۔ حکام کے مطابق آئندہ مالی سال کے بجٹ میں تعلیم، صحت اور بنیادی ڈھانچے کے لیے اضافی رقم مختص کی جائے گی۔ شہریوں نے حکومتی اقدامات کا خیر مقدم کیا ہے اور امید ظاہر کی ہے کہ مہنگائی میں کمی آئے گی۔ وفاقی حکومت نے ملک بھر میں ترقیاتی منصوبوں کی تکمیل کے لیے فنڈز کی فراہمی کا فیصلہ کیا ہے۔ وزیراعظم نے متعلقہ اداروں کو ہدایت کی ہے کہ منصوبوں پر کام کی رفتار تیز کی جائے اور عوام کو ریلیف فراہم کیا جائے۔ اجلاس میں صوبائی حکومتوں کے نمائندوں نے بھی شرکت کی اور اپنی تجاویز پیش کیں۔ حکام کے مطابق آئندہ مالی سال کے بجٹ میں تعلیم، صحت اور بنیادی ڈھانچے کے لیے اضافی رقم مختص کی جائے گی۔ شہریوں نے حکومتی اقدامات کا خیر مقدم کیا ہے اور امید ظاہر کی ہے کہ مہنگائی میں کمی آئے گی۔	[592, 968, 688, 1253]
news-item-header	[200, 1883, 296, 1896]
ad-tag: اشتہار	[468, 662, 490, 674]
news-item-header	[495, 1296, 588, 1309]
section-label: روزنامہ اکثریت	[308, 981, 349, 989]
ad-tag: اشتہار	[75, 1939, 96, 1951]
news-item-header	[398, 1621, 490, 1634]
ad-tag: اشتہار	[372, 662, 393, 674]
signature-note: mk/nsr	[200, 1871, 220, 1878]
ad-tag: اشتہار	[75, 19, 96, 31]
news-item-body: وفاقی حکومت نے ملک بھر میں ترقیاتی منصوبوں کی تکمیل کے لیے فنڈز کی فراہمی کا فیصلہ کیا ہے۔ وزیراعظم نے متعلقہ اداروں کو ہدایت کی ہے کہ منصوبوں پر کام کی رفتار تیز کی جائے اور عوام کو ریلیف فراہم کیا جائے۔ اجلاس میں صوبائی حکومتوں کے نمائندوں نے بھی شرکت کی اور اپنی تجاویز پیش کیں۔ حکام کے مطابق آئندہ مالی سال کے بجٹ میں تعلیم، صحت اور بنیادی ڈھانچے کے لیے اضافی رقم مختص کی جائے گی۔ شہریوں نے حکومتی اقدامات کا خیر مقدم کیا ہے اور امید ظاہر کی ہے کہ مہنگائی میں کمی آئے گی۔ وفاقی حکومت نے ملک بھر میں ترقیاتی منصوبوں کی تکمیل کے لیے فنڈز کی فراہمی کا فیصلہ کیا ہے۔ وزیراعظم نے متعلقہ اداروں کو ہدایت کی ہے کہ منصوبوں پر کام کی رفتار تیز کی جائے اور عوام کو ریلیف فراہم کیا جائے۔ اجلاس میں صوبائی حکومتوں کے نمائندوں نے بھی شرکت کی اور اپنی تجاویز پیش کیں۔ حکام کے مطابق آئندہ مالی سال کے بجٹ میں تعلیم، صحت اور بنیادی ڈھانچے کے لیے اضافی رقم مختص کی جائے گی۔ شہریوں نے حکومتی اقدامات کا خیر مقدم کیا ہے اور امید ظاہر کی ہے کہ مہنگائی میں کمی آئے گی۔	[495, 670, 588, 965]
news-item-body: وفاقی حکومت نے ملک بھر میں ترقیاتی منصوبوں کی تکمیل کے لیے فنڈز کی فراہمی کا فیصلہ کیا ہے۔ وزیراعظم نے متعلقہ اداروں کو ہدایت کی ہے کہ منصوبوں پر کام کی رفتار تیز کی جائے اور عوام کو ریلیف فراہم کیا جائے۔ اجلاس میں صوبائی حکومتوں کے نمائندوں نے بھی شرکت کی اور اپنی تجاویز پیش کیں۔ حکام کے مطابق آئندہ مالی سال کے بجٹ میں تعلیم، صحت اور بنیادی ڈھانچے کے لیے اضافی رقم مختص کی جائے گی۔ شہریوں نے حکومتی اقدامات کا خیر مقدم کیا ہے اور امید ظاہر کی ہے کہ مہنگائی میں کمی آئے گی۔ وفاقی حکومت نے ملک بھر میں ترقیاتی منصوبوں کی تکمیل کے لیے فنڈز کی فراہمی کا فیصلہ کیا ہے۔ وزیراعظم نے متعلقہ اداروں کو ہدایت کی ہے کہ منصوبوں پر کام کی رفتار تیز کی جائے اور عوام کو ریلیف فراہم کیا جائے۔ اجلاس میں صوبائی حکومتوں کے نمائندوں نے بھی شرکت کی اور اپنی تجاویز پیش کیں۔ حکام کے مطابق آئندہ مالی سال کے بجٹ میں تعلیم، صحت اور بنیادی ڈھانچے کے لیے اضافی رقم مختص کی جائے گی۔ شہریوں نے حکومتی اقدامات کا خیر مقدم کیا ہے اور امید ظاہر کی ہے کہ مہنگائی میں کمی آئے گی۔	[200, 1584, 296, 1869]
news-item-header	[2, 661, 97, 674]
ad-tag: اشتہار	[666, 1576, 687, 1588]
news-item-number: 62	[154, 662, 174, 674]
news-column	[396, 13, 492, 2250]
news-item-number: 44	[449, 1622, 468, 1634]
news-item-header	[2, 979, 97, 992]
ad-tag: اشتہار	[468, 1297, 490, 1309]
ad-tag: اشتہار	[274, 951, 295, 963]
news-item-header	[398, 661, 490, 674]
news-column	[99, 13, 198, 1623]
news-item-body: وفاقی حکومت نے ملک بھر میں ترقیاتی منصوبوں کی تکمیل کے لیے فنڈز کی فراہمی کا فیصلہ کیا ہے۔ وزیراعظم نے متعلقہ اداروں کو ہدایت کی ہے کہ منصوبوں پر کام کی رفتار تیز کی جائے اور عوام کو ریلیف فراہم کیا جائے۔ اجلاس میں صوبائی حکومتوں کے نمائندوں نے بھی شرکت کی اور اپنی تجاویز پیش کیں۔ حکام کے مطابق آئندہ مالی سال کے بجٹ میں تعلیم، صحت اور بنیادی ڈھانچے کے لیے اضافی رقم مختص کی جائے گی۔ شہریوں نے حکومتی اقدامات کا خیر مقدم کیا ہے اور امید ظاہر کی ہے کہ مہنگائی میں کمی آئے گی۔ وفاقی حکومت نے ملک بھر میں ترقیاتی منصوبوں کی تکمیل کے لیے فنڈز کی فراہمی کا فیصلہ کیا ہے۔ وزیراعظم نے متعلقہ اداروں کو ہدایت کی ہے کہ منصوبوں پر کام کی رفتار تیز کی جائے اور عوام کو ریلیف فراہم کیا جائے۔ اجلاس میں صوبائی حکومتوں کے نمائندوں نے بھی شرکت کی اور اپنی تجاویز پیش کیں۔ حکام کے مطابق آئندہ مالی سال کے بجٹ میں تعلیم، صحت اور بنیادی ڈھانچے کے لیے اضافی رقم مختص کی جائے گی۔ شہریوں نے حکومتی اقدامات کا خیر مقدم کیا ہے اور امید ظاہر کی ہے کہ مہنگائی میں کمی آئے گی۔	[495, 35, 588, 329]
news-item-body: وفاقی حکومت نے ملک بھر میں ترقیاتی منصوبوں کی تکمیل کے لیے فنڈز کی فراہمی کا فیصلہ کیا ہے۔ وزیراعظم نے متعلقہ اداروں کو ہدایت کی ہے کہ منصوبوں پر کام کی رفتار تیز کی جائے اور عوام کو ریلیف فراہم کیا جائے۔ اجلاس میں صوبائی حکومتوں کے نمائندوں نے بھی شرکت کی اور اپنی تجاویز پیش کیں۔ حکام کے مطابق آئندہ مالی سال کے بجٹ میں تعلیم، صحت اور بنیادی ڈھانچے کے لیے اضافی رقم مختص کی جائے گی۔ شہریوں نے حکومتی اقدامات کا خیر مقدم کیا ہے اور امید ظاہر کی ہے کہ مہنگائی میں کمی آئے گی۔ وفاقی حکومت نے ملک بھر میں ترقیاتی منصوبوں کی تکمیل کے لیے فنڈز کی فراہمی کا فیصلہ کیا ہے۔ وزیراعظم نے متعلقہ اداروں کو ہدایت کی ہے کہ منصوبوں پر کام کی رفتار تیز کی جائے اور عوام کو ریلیف فراہم کیا جائے۔ اجلاس میں صوبائی حکومتوں کے نمائندوں نے بھی شرکت کی اور اپنی تجاویز پیش کیں۔ حکام کے مطابق آئندہ مالی سال کے بجٹ میں تعلیم، صحت اور بنیادی ڈھانچے کے لیے اضافی رقم مختص کی جائے گی۔ شہریوں نے حکومتی اقدامات کا خیر مقدم کیا ہے اور امید ظاہر کی ہے کہ مہنگائی میں کمی آئے گی۔	[200, 1276, 296, 1561]
news-item-body: وفاقی حکومت نے ملک بھر میں ترقیاتی منصوبوں کی تکمیل کے لیے فنڈز کی فراہمی کا فیصلہ کیا ہے۔ وزیراعظم نے متعلقہ اداروں کو ہدایت کی ہے کہ منصوبوں پر کام کی رفتار تیز کی جائے اور عوام کو ریلیف فراہم کیا جائے۔ اجلاس میں صوبائی حکومتوں کے نمائندوں نے بھی شرکت کی اور اپنی تجاویز پیش کیں۔ حکام کے مطابق آئندہ مالی سال کے بجٹ میں تعلیم، صحت اور بنیادی ڈھانچے کے لیے اضافی رقم مختص کی جائے گی۔ شہریوں نے حکومتی اقدامات کا خیر مقدم کیا ہے اور امید ظاہر کی ہے کہ مہنگائی میں کمی آئے گی۔ وفاقی حکومت نے ملک بھر میں ترقیاتی منصوبوں کی تکمیل کے لیے فنڈز کی فراہمی کا فیصلہ کیا ہے۔ وزیراعظم نے متعلقہ اداروں کو ہدایت کی ہے کہ منصوبوں پر کام کی رفتار تیز کی جائے اور عوام کو ریلیف فراہم کیا جائے۔ اجلاس میں صوبائی حکومتوں کے نمائندوں نے بھی شرکت کی اور اپنی تجاویز پیش کیں۔ حکام کے مطابق آئندہ مالی سال کے بجٹ میں تعلیم، صحت اور بنیادی ڈھانچے کے لیے اضافی رقم مختص کی جائے گی۔ شہریوں نے حکومتی اقدامات کا خیر مقدم کیا ہے اور امید ظاہر کی ہے کہ مہنگائی میں کمی آئے گی۔	[2, 1956, 97, 2250]
section-label: روزنامہ اکثریت	[404, 1624, 446, 1632]
ad-tag: اشتہار	[666, 643, 687, 655]
news-item-body: وفاقی حکومت نے ملک بھر میں ترقیاتی منصوبوں کی تکمیل کے لیے فنڈز کی فراہمی کا فیصلہ کیا ہے۔ وزیراعظم نے متعلقہ اداروں کو ہدایت کی ہے کہ منصوبوں پر کام کی رفتار تیز کی جائے اور عوام کو ریلیف فراہم کیا جائے۔ اجلاس میں صوبائی حکومتوں کے نمائندوں نے بھی شرکت کی اور اپنی تجاویز پیش کیں۔ حکام کے مطابق آئندہ مالی سال کے بجٹ میں تعلیم، صحت اور بنیادی ڈھانچے کے لیے اضافی رقم مختص کی جائے گی۔ شہریوں نے حکومتی اقدامات کا خیر مقدم کیا ہے اور امید ظاہر کی ہے کہ مہنگائی میں کمی آئے گی۔ وفاقی حکومت نے ملک بھر میں ترقیاتی منصوبوں کی تکمیل کے لیے فنڈز کی فراہمی کا فیصلہ کیا ہے۔ وزیراعظم نے متعلقہ اداروں کو ہدایت کی ہے کہ منصوبوں پر کام کی رفتار تیز کی جائے اور عوام کو ریلیف فراہم کیا جائے۔ اجلاس میں صوبائی حکومتوں کے نمائندوں نے بھی شرکت کی اور اپنی تجاویز پیش کیں۔ حکام کے مطابق آئندہ مالی سال کے بجٹ میں تعلیم، صحت اور بنیادی ڈھانچے کے لیے اضافی رقم مختص کی جائے گی۔ شہریوں نے حکومتی اقدامات کا خیر مقدم کیا ہے اور امید ظاہر کی ہے کہ مہنگائی میں کمی آئے گی۔	[2, 360, 97, 655]
section-label: روزنامہ اکثریت	[502, 1616, 544, 1624]
signature-note: mk/nsr	[2, 332, 22, 338]
news-item-header	[300, 18, 393, 32]
ad-tag: اشتہار	[274, 327, 295, 339]
news-item-body: وفاقی حکومت نے ملک بھر میں ترقیاتی منصوبوں کی تکمیل کے لیے فنڈز کی فراہمی کا فیصلہ کیا ہے۔ وزیراعظم نے متعلقہ اداروں کو ہدایت کی ہے کہ منصوبوں پر کام کی رفتار تیز کی جائے اور عوام کو ریلیف فراہم کیا جائے۔ اجلاس میں صوبائی حکومتوں کے نمائندوں نے بھی شرکت کی اور اپنی تجاویز پیش کیں۔ حکام کے مطابق آئندہ مالی سال کے بجٹ میں تعلیم، صحت اور بنیادی ڈھانچے کے لیے اضافی رقم مختص کی جائے گی۔ شہریوں نے حکومتی اقدامات کا خیر مقدم کیا ہے اور امید ظاہر کی ہے کہ مہنگائی میں کمی آئے گی۔ وفاقی حکومت نے ملک بھر میں ترقیاتی منصوبوں کی تکمیل کے لیے فنڈز کی فراہمی کا فیصلہ کیا ہے۔ وزیراعظم نے متعلقہ اداروں کو ہدایت کی ہے کہ منصوبوں پر کام کی رفتار تیز کی جائے اور عوام کو ریلیف فراہم کیا جائے۔ اجلاس میں صوبائی حکومتوں کے نمائندوں نے بھی شرکت کی اور اپنی تجاویز پیش کیں۔ حکام کے مطابق آئندہ مالی سال کے بجٹ میں تعلیم، صحت اور بنیادی ڈھانچے کے لیے اضافی رقم مختص کی جائے گی۔ شہریوں نے حکومتی اقدامات کا خیر مقدم کیا ہے اور امید ظاہر کی ہے کہ مہنگائی میں کمی آئے گی۔	[2, 1638, 97, 1932]
section-label: روزنامہ اکثریت	[308, 21, 349, 29]
news-item-header	[300, 1304, 393, 1317]
